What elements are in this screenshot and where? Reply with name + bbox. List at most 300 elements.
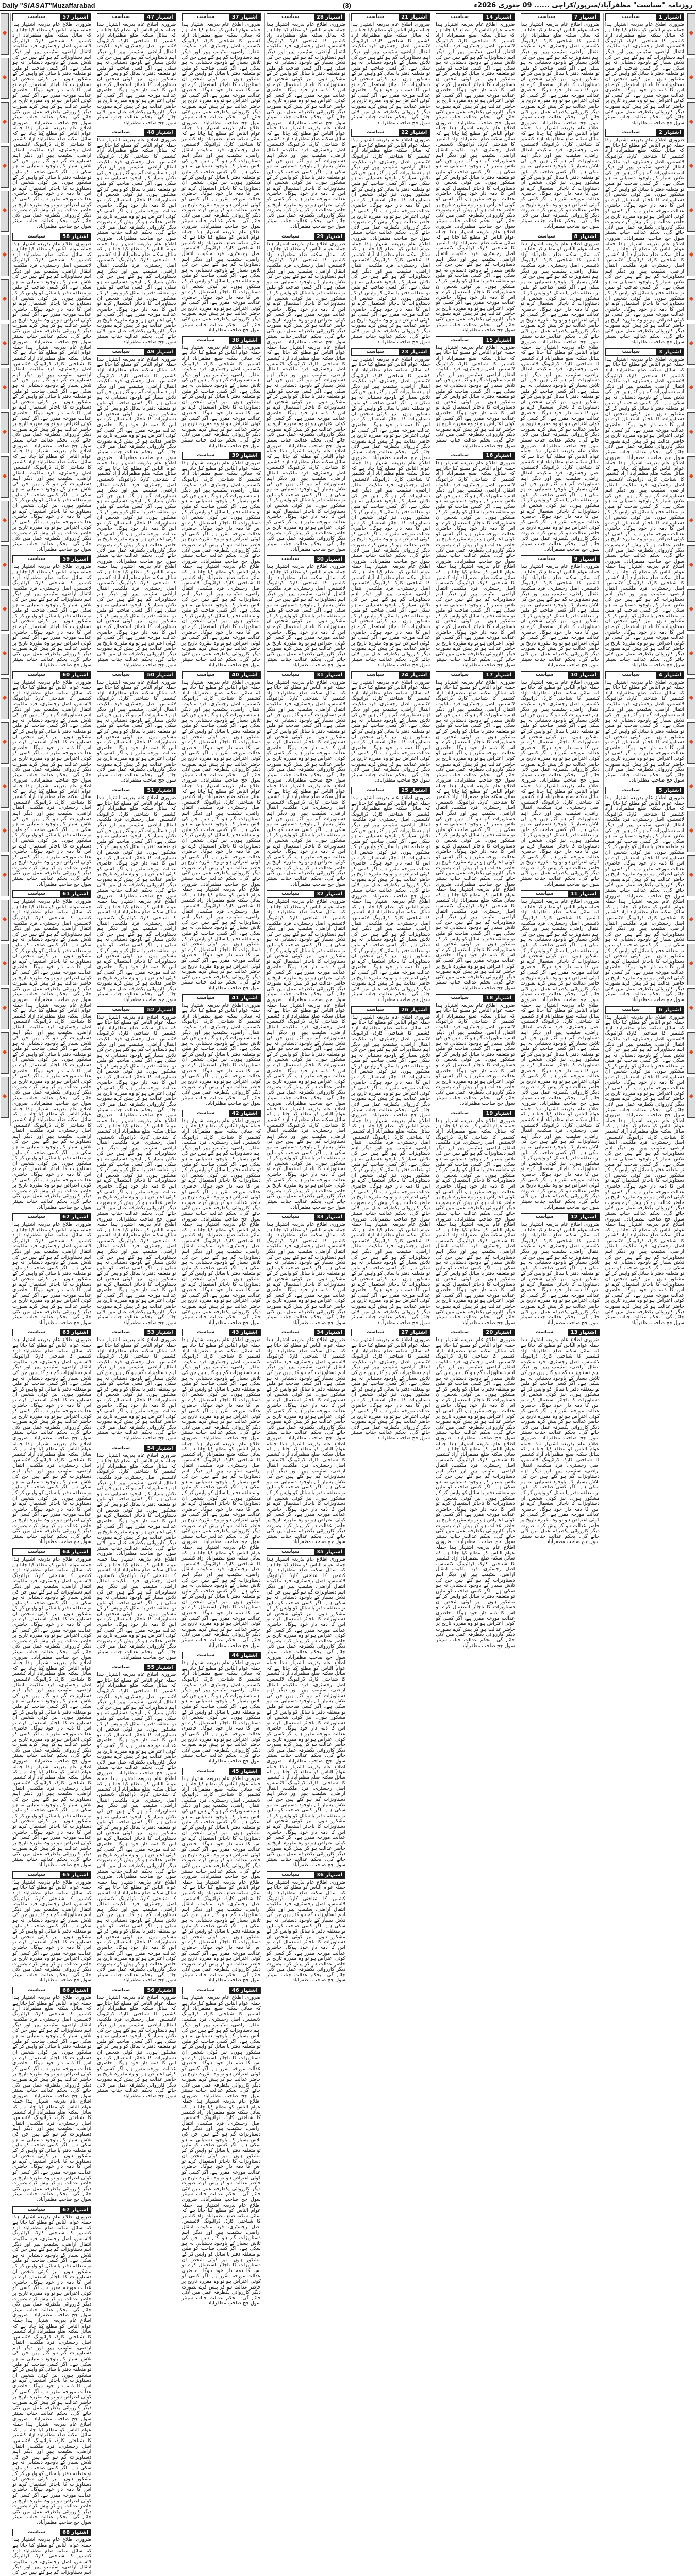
ad-brand-label: سیاست (535, 891, 554, 897)
classified-ad (12, 2206, 91, 2526)
border-ornament (1, 191, 9, 232)
ad-body: ضروری اطلاع عام بذریعہ اشتہار ہذا جملہ عوام الناس کو مطلع کیا جاتا ہے کہ سائل سکنہ ضلع مظفرآباد آزاد کشمیر کا شناختی کارڈ، ڈرائیونگ لائسنس، اصل رجسٹری، فرد ملکیت، انتقال اراضی، سٹیمپ پیپر اور دیگر اہم دستاویزات گم ہو گئے ہیں جن کی تلاش بسیار کے باوجود دستیابی نہ ہو سکی ہے۔ اگر کسی صاحب کو ملیں تو متعلقہ دفتر یا سائل کو واپس کر کے مشکور ہوں۔ نیز کوئی شخص ان دستاویزات کا ناجائز استعمال کرے تو اس کا ذمہ دار خود ہوگا۔ حاضری عدالت مورخہ مقرر ہے، اگر کسی کو کوئی اعتراض ہو تو وہ مقررہ تاریخ پر حاضر عدالت ہو کر پیش کرے بصورت دیگر کارروائی یکطرفہ عمل میں لائی جائے گی۔ بحکم عدالت جناب سینئر سول جج صاحب مظفرآباد۔ ضروری اطلاع عام بذریعہ اشتہار ہذا جملہ عوام الناس کو مطلع کیا جاتا ہے کہ سائل سکنہ ضلع مظفرآباد آزاد کشمیر کا شناختی کارڈ، ڈرائیونگ لائسنس، اصل رجسٹری، فرد ملکیت، انتقال اراضی، سٹیمپ پیپر اور دیگر اہم دستاویزات گم ہو گئے ہیں جن کی تلاش بسیار کے باوجود دستیابی نہ ہو سکی ہے۔ اگر کسی صاحب کو ملیں تو متعلقہ دفتر یا سائل کو واپس کر کے مشکور ہوں۔ نیز کوئی شخص ان دستاویزات کا ناجائز استعمال کرے تو اس کا ذمہ دار خود ہوگا۔ حاضری عدالت مورخہ مقرر ہے، اگر کسی کو کوئی اعتراض ہو تو وہ مقررہ تاریخ پر حاضر عدالت ہو کر پیش کرے بصورت دیگر کارروائی یکطرفہ عمل میں لائی جائے گی۔ بحکم عدالت جناب سینئر سول جج صاحب مظفرآباد۔ (520, 22, 600, 229)
border-ornament (1, 545, 9, 586)
ad-brand-label: سیاست (537, 14, 555, 20)
ad-header (267, 1871, 345, 1879)
border-ornament (687, 191, 695, 232)
ad-brand-label: سیاست (622, 1007, 640, 1012)
ad-body: ضروری اطلاع عام بذریعہ اشتہار ہذا جملہ عوام الناس کو مطلع کیا جاتا ہے کہ سائل سکنہ ضلع مظفرآباد آزاد کشمیر کا شناختی کارڈ، ڈرائیونگ لائسنس، اصل رجسٹری، فرد ملکیت، انتقال اراضی، سٹیمپ پیپر اور دیگر اہم دستاویزات گم ہو گئے ہیں جن کی تلاش بسیار کے باوجود دستیابی نہ ہو سکی ہے۔ اگر کسی صاحب کو ملیں تو متعلقہ دفتر یا سائل کو واپس کر کے مشکور ہوں۔ نیز کوئی شخص ان دستاویزات کا ناجائز استعمال کرے تو اس کا ذمہ دار خود ہوگا۔ حاضری عدالت مورخہ مقرر ہے، اگر کسی کو کوئی اعتراض ہو تو وہ مقررہ تاریخ پر حاضر عدالت ہو کر پیش کرے بصورت دیگر کارروائی یکطرفہ عمل میں لائی جائے گی۔ بحکم عدالت جناب سینئر سول جج صاحب مظفرآباد۔ ضروری اطلاع عام بذریعہ اشتہار ہذا جملہ عوام الناس کو مطلع کیا جاتا ہے کہ سائل سکنہ ضلع مظفرآباد آزاد کشمیر کا شناختی کارڈ، ڈرائیونگ لائسنس، اصل رجسٹری، فرد ملکیت، انتقال اراضی، سٹیمپ پیپر اور دیگر اہم دستاویزات گم ہو گئے ہیں جن کی تلاش بسیار کے باوجود دستیابی نہ ہو سکی ہے۔ اگر کسی صاحب کو ملیں تو متعلقہ دفتر یا سائل کو واپس کر کے مشکور ہوں۔ نیز کوئی شخص ان دستاویزات کا ناجائز استعمال کرے تو اس کا ذمہ دار خود ہوگا۔ حاضری عدالت مورخہ مقرر ہے، اگر کسی کو کوئی اعتراض ہو تو وہ مقررہ تاریخ پر حاضر عدالت ہو کر پیش کرے بصورت دیگر کارروائی یکطرفہ عمل میں لائی جائے گی۔ بحکم عدالت جناب سینئر سول جج صاحب مظفرآباد۔ ضروری اطلاع عام بذریعہ اشتہار ہذا جملہ عوام الناس کو مطلع کیا جاتا ہے کہ سائل سکنہ ضلع مظفرآباد آزاد کشمیر کا شناختی کارڈ، ڈرائیونگ لائسنس، اصل رجسٹری، فرد ملکیت، انتقال اراضی، سٹیمپ پیپر اور دیگر اہم دستاویزات گم ہو گئے ہیں جن کی تلاش بسیار کے باوجود دستیابی نہ ہو سکی ہے۔ اگر کسی صاحب کو ملیں تو متعلقہ دفتر یا سائل کو واپس کر کے مشکور ہوں۔ نیز کوئی شخص ان دستاویزات کا ناجائز استعمال کرے تو اس کا ذمہ دار خود ہوگا۔ حاضری عدالت مورخہ مقرر ہے، اگر کسی کو کوئی اعتراض ہو تو وہ مقررہ تاریخ پر حاضر عدالت ہو کر پیش کرے بصورت دیگر کارروائی یکطرفہ عمل میں لائی جائے گی۔ بحکم عدالت جناب سینئر سول جج صاحب مظفرآباد۔ (436, 1337, 515, 1649)
ad-brand-label: سیاست (27, 1214, 45, 1220)
border-ornament (1, 811, 9, 852)
border-ornament (687, 501, 695, 542)
ad-brand-label: سیاست (196, 672, 215, 677)
ad-brand-label: سیاست (366, 1007, 384, 1012)
ad-body: ضروری اطلاع عام بذریعہ اشتہار ہذا جملہ عوام الناس کو مطلع کیا جاتا ہے کہ سائل سکنہ ضلع مظفرآباد آزاد کشمیر کا شناختی کارڈ، ڈرائیونگ لائسنس، اصل رجسٹری، فرد ملکیت، انتقال اراضی، سٹیمپ پیپر اور دیگر اہم دستاویزات گم ہو گئے ہیں جن کی تلاش بسیار کے باوجود دستیابی نہ ہو سکی ہے۔ اگر کسی صاحب کو ملیں تو متعلقہ دفتر یا سائل کو واپس کر کے مشکور ہوں۔ نیز کوئی شخص ان دستاویزات کا ناجائز استعمال کرے تو اس کا ذمہ دار خود ہوگا۔ حاضری عدالت مورخہ مقرر ہے، اگر کسی کو کوئی اعتراض ہو تو وہ مقررہ تاریخ پر حاضر عدالت ہو کر پیش کرے بصورت دیگر کارروائی یکطرفہ عمل میں لائی جائے گی۔ بحکم عدالت جناب سینئر سول جج صاحب مظفرآباد۔ (181, 1660, 261, 1764)
classified-ad (97, 671, 176, 784)
ad-number: اشتہار 42 (229, 1110, 260, 1117)
ad-body: ضروری اطلاع عام بذریعہ اشتہار ہذا جملہ عوام الناس کو مطلع کیا جاتا ہے کہ سائل سکنہ ضلع مظفرآباد آزاد کشمیر کا شناختی کارڈ، ڈرائیونگ لائسنس، اصل رجسٹری، فرد ملکیت، انتقال اراضی، سٹیمپ پیپر اور دیگر اہم دستاویزات گم ہو گئے ہیں جن کی تلاش بسیار کے باوجود دستیابی نہ ہو سکی ہے۔ اگر کسی صاحب کو ملیں تو متعلقہ دفتر یا سائل کو واپس کر کے مشکور ہوں۔ نیز کوئی شخص ان دستاویزات کا ناجائز استعمال کرے تو اس کا ذمہ دار خود ہوگا۔ حاضری عدالت مورخہ مقرر ہے، اگر کسی کو کوئی اعتراض ہو تو وہ مقررہ تاریخ پر حاضر عدالت ہو کر پیش کرے بصورت دیگر کارروائی یکطرفہ عمل میں لائی جائے گی۔ بحکم عدالت جناب سینئر سول جج صاحب مظفرآباد۔ ضروری اطلاع عام بذریعہ اشتہار ہذا جملہ عوام الناس کو مطلع کیا جاتا ہے کہ سائل سکنہ ضلع مظفرآباد آزاد کشمیر کا شناختی کارڈ، ڈرائیونگ لائسنس، اصل رجسٹری، فرد ملکیت، انتقال اراضی، سٹیمپ پیپر اور دیگر اہم دستاویزات گم ہو گئے ہیں جن کی تلاش بسیار کے باوجود دستیابی نہ ہو سکی ہے۔ اگر کسی صاحب کو ملیں تو متعلقہ دفتر یا سائل کو واپس کر کے مشکور ہوں۔ نیز کوئی شخص ان دستاویزات کا ناجائز استعمال کرے تو اس کا ذمہ دار خود ہوگا۔ حاضری عدالت مورخہ مقرر ہے، اگر کسی کو کوئی اعتراض ہو تو وہ مقررہ تاریخ پر حاضر عدالت ہو کر پیش کرے بصورت دیگر کارروائی یکطرفہ عمل میں لائی جائے گی۔ بحکم عدالت جناب سینئر سول جج صاحب مظفرآباد۔ ضروری اطلاع عام بذریعہ اشتہار ہذا جملہ عوام الناس کو مطلع کیا جاتا ہے کہ سائل سکنہ ضلع مظفرآباد آزاد کشمیر کا شناختی کارڈ، ڈرائیونگ لائسنس، اصل رجسٹری، فرد ملکیت، انتقال اراضی، سٹیمپ پیپر اور دیگر اہم دستاویزات گم ہو گئے ہیں جن کی تلاش بسیار کے باوجود دستیابی نہ ہو سکی ہے۔ اگر کسی صاحب کو ملیں تو متعلقہ دفتر یا سائل کو واپس کر کے مشکور ہوں۔ نیز کوئی شخص ان دستاویزات کا ناجائز استعمال کرے تو اس کا ذمہ دار خود ہوگا۔ حاضری عدالت مورخہ مقرر ہے، اگر کسی کو کوئی اعتراض ہو تو وہ مقررہ تاریخ پر حاضر عدالت ہو کر پیش کرے بصورت دیگر کارروائی یکطرفہ عمل میں لائی جائے گی۔ بحکم عدالت جناب سینئر سول جج صاحب مظفرآباد۔ (97, 1672, 176, 1984)
classified-ad (97, 348, 176, 668)
ad-header (12, 1871, 91, 1879)
ad-brand-label: سیاست (112, 14, 130, 20)
ad-number: اشتہار 68 (60, 2529, 91, 2536)
ad-body: ضروری اطلاع عام بذریعہ اشتہار ہذا جملہ عوام الناس کو مطلع کیا جاتا ہے کہ سائل سکنہ ضلع مظفرآباد آزاد کشمیر کا شناختی کارڈ، ڈرائیونگ لائسنس، اصل رجسٹری، فرد ملکیت، انتقال اراضی، سٹیمپ پیپر اور دیگر اہم دستاویزات گم ہو گئے ہیں جن کی تلاش بسیار کے باوجود دستیابی نہ ہو سکی ہے۔ اگر کسی صاحب کو ملیں تو متعلقہ دفتر یا سائل کو واپس کر کے مشکور ہوں۔ نیز کوئی شخص ان دستاویزات کا ناجائز استعمال کرے تو اس کا ذمہ دار خود ہوگا۔ حاضری عدالت مورخہ مقرر ہے، اگر کسی کو کوئی اعتراض ہو تو وہ مقررہ تاریخ پر حاضر عدالت ہو کر پیش کرے بصورت دیگر کارروائی یکطرفہ عمل میں لائی جائے گی۔ بحکم عدالت جناب سینئر سول جج صاحب مظفرآباد۔ ضروری اطلاع عام بذریعہ اشتہار ہذا جملہ عوام الناس کو مطلع کیا جاتا ہے کہ سائل سکنہ ضلع مظفرآباد آزاد کشمیر کا شناختی کارڈ، ڈرائیونگ لائسنس، اصل رجسٹری، فرد ملکیت، انتقال اراضی، سٹیمپ پیپر اور دیگر اہم دستاویزات گم ہو گئے ہیں جن کی تلاش بسیار کے باوجود دستیابی نہ ہو سکی ہے۔ اگر کسی صاحب کو ملیں تو متعلقہ دفتر یا سائل کو واپس کر کے مشکور ہوں۔ نیز کوئی شخص ان دستاویزات کا ناجائز استعمال کرے تو اس کا ذمہ دار خود ہوگا۔ حاضری عدالت مورخہ مقرر ہے، اگر کسی کو کوئی اعتراض ہو تو وہ مقررہ تاریخ پر حاضر عدالت ہو کر پیش کرے بصورت دیگر کارروائی یکطرفہ عمل میں لائی جائے گی۔ بحکم عدالت جناب سینئر سول جج صاحب مظفرآباد۔ (12, 1337, 92, 1545)
ad-brand-label: سیاست (27, 2207, 45, 2212)
ad-body: ضروری اطلاع عام بذریعہ اشتہار ہذا جملہ عوام الناس کو مطلع کیا جاتا ہے کہ سائل سکنہ ضلع مظفرآباد آزاد کشمیر کا شناختی کارڈ، ڈرائیونگ لائسنس، اصل رجسٹری، فرد ملکیت، انتقال اراضی، سٹیمپ پیپر اور دیگر اہم دستاویزات گم ہو گئے ہیں جن کی تلاش بسیار کے باوجود دستیابی نہ ہو سکی ہے۔ اگر کسی صاحب کو ملیں تو متعلقہ دفتر یا سائل کو واپس کر کے مشکور ہوں۔ نیز کوئی شخص ان دستاویزات کا ناجائز استعمال کرے تو اس کا ذمہ دار خود ہوگا۔ حاضری عدالت مورخہ مقرر ہے، اگر کسی کو کوئی اعتراض ہو تو وہ مقررہ تاریخ پر حاضر عدالت ہو کر پیش کرے بصورت دیگر کارروائی یکطرفہ عمل میں لائی جائے گی۔ بحکم عدالت جناب سینئر سول جج صاحب مظفرآباد۔ (605, 22, 684, 126)
ad-number: اشتہار 25 (399, 787, 429, 794)
classified-ad (436, 994, 515, 1107)
ad-number: اشتہار 52 (144, 1007, 175, 1013)
ad-header (605, 13, 684, 21)
ad-number: اشتہار 23 (399, 349, 429, 355)
left-border-strip (0, 13, 9, 1126)
ad-header (12, 233, 91, 241)
ad-brand-label: سیاست (281, 556, 300, 562)
border-ornament (687, 1032, 695, 1074)
classified-ad (436, 1329, 515, 1649)
ad-brand-label: سیاست (196, 337, 215, 343)
ad-number: اشتہار 30 (314, 556, 345, 563)
classified-ad (182, 1987, 261, 2307)
ad-brand-label: سیاست (27, 672, 45, 677)
ad-header (182, 13, 261, 21)
ad-body: ضروری اطلاع عام بذریعہ اشتہار ہذا جملہ عوام الناس کو مطلع کیا جاتا ہے کہ سائل سکنہ ضلع مظفرآباد آزاد کشمیر کا شناختی کارڈ، ڈرائیونگ لائسنس، اصل رجسٹری، فرد ملکیت، انتقال اراضی، سٹیمپ پیپر اور دیگر اہم دستاویزات گم ہو گئے ہیں جن کی تلاش بسیار کے باوجود دستیابی نہ ہو سکی ہے۔ اگر کسی صاحب کو ملیں تو متعلقہ دفتر یا سائل کو واپس کر کے مشکور ہوں۔ نیز کوئی شخص ان دستاویزات کا ناجائز استعمال کرے تو اس کا ذمہ دار خود ہوگا۔ حاضری عدالت مورخہ مقرر ہے، اگر کسی کو کوئی اعتراض ہو تو وہ مقررہ تاریخ پر حاضر عدالت ہو کر پیش کرے بصورت دیگر کارروائی یکطرفہ عمل میں لائی جائے گی۔ بحکم عدالت جناب سینئر سول جج صاحب مظفرآباد۔ (520, 1222, 600, 1326)
ad-body: ضروری اطلاع عام بذریعہ اشتہار ہذا جملہ عوام الناس کو مطلع کیا جاتا ہے کہ سائل سکنہ ضلع مظفرآباد آزاد کشمیر کا شناختی کارڈ، ڈرائیونگ لائسنس، اصل رجسٹری، فرد ملکیت، انتقال اراضی، سٹیمپ پیپر اور دیگر اہم دستاویزات گم ہو گئے ہیں جن کی تلاش بسیار کے باوجود دستیابی نہ ہو سکی ہے۔ اگر کسی صاحب کو ملیں تو متعلقہ دفتر یا سائل کو واپس کر کے مشکور ہوں۔ نیز کوئی شخص ان دستاویزات کا ناجائز استعمال کرے تو اس کا ذمہ دار خود ہوگا۔ حاضری عدالت مورخہ مقرر ہے، اگر کسی کو کوئی اعتراض ہو تو وہ مقررہ تاریخ پر حاضر عدالت ہو کر پیش کرے بصورت دیگر کارروائی یکطرفہ عمل میں لائی جائے گی۔ بحکم عدالت جناب سینئر سول جج صاحب مظفرآباد۔ (181, 1002, 261, 1107)
classified-ad (605, 13, 684, 126)
ad-number: اشتہار 18 (483, 995, 514, 1002)
classified-ad (436, 1110, 515, 1326)
ad-header (12, 1548, 91, 1556)
ad-header (436, 452, 515, 460)
classified-ad (97, 129, 176, 345)
classified-ad (182, 1652, 261, 1764)
classified-ad (97, 1329, 176, 1441)
ad-body: ضروری اطلاع عام بذریعہ اشتہار ہذا جملہ عوام الناس کو مطلع کیا جاتا ہے کہ سائل سکنہ ضلع مظفرآباد آزاد کشمیر کا شناختی کارڈ، ڈرائیونگ لائسنس، اصل رجسٹری، فرد ملکیت، انتقال اراضی، سٹیمپ پیپر اور دیگر اہم دستاویزات گم ہو گئے ہیں جن کی تلاش بسیار کے باوجود دستیابی نہ ہو سکی ہے۔ اگر کسی صاحب کو ملیں تو متعلقہ دفتر یا سائل کو واپس کر کے مشکور ہوں۔ نیز کوئی شخص ان دستاویزات کا ناجائز استعمال کرے تو اس کا ذمہ دار خود ہوگا۔ حاضری عدالت مورخہ مقرر ہے، اگر کسی کو کوئی اعتراض ہو تو وہ مقررہ تاریخ پر حاضر عدالت ہو کر پیش کرے بصورت دیگر کارروائی یکطرفہ عمل میں لائی جائے گی۔ بحکم عدالت جناب سینئر سول جج صاحب مظفرآباد۔ ضروری اطلاع عام بذریعہ اشتہار ہذا جملہ عوام الناس کو مطلع کیا جاتا ہے کہ سائل سکنہ ضلع مظفرآباد آزاد کشمیر کا شناختی کارڈ، ڈرائیونگ لائسنس، اصل رجسٹری، فرد ملکیت، انتقال اراضی، سٹیمپ پیپر اور دیگر اہم دستاویزات گم ہو گئے ہیں جن کی تلاش بسیار کے باوجود دستیابی نہ ہو سکی ہے۔ اگر کسی صاحب کو ملیں تو متعلقہ دفتر یا سائل کو واپس کر کے مشکور ہوں۔ نیز کوئی شخص ان دستاویزات کا ناجائز استعمال کرے تو اس کا ذمہ دار خود ہوگا۔ حاضری عدالت مورخہ مقرر ہے، اگر کسی کو کوئی اعتراض ہو تو وہ مقررہ تاریخ پر حاضر عدالت ہو کر پیش کرے بصورت دیگر کارروائی یکطرفہ عمل میں لائی جائے گی۔ بحکم عدالت جناب سینئر سول جج صاحب مظفرآباد۔ ضروری اطلاع عام بذریعہ اشتہار ہذا جملہ عوام الناس کو مطلع کیا جاتا ہے کہ سائل سکنہ ضلع مظفرآباد آزاد کشمیر کا شناختی کارڈ، ڈرائیونگ لائسنس، اصل رجسٹری، فرد ملکیت، انتقال اراضی، سٹیمپ پیپر اور دیگر اہم دستاویزات گم ہو گئے ہیں جن کی تلاش بسیار کے باوجود دستیابی نہ ہو سکی ہے۔ اگر کسی صاحب کو ملیں تو متعلقہ دفتر یا سائل کو واپس کر کے مشکور ہوں۔ نیز کوئی شخص ان دستاویزات کا ناجائز استعمال کرے تو اس کا ذمہ دار خود ہوگا۔ حاضری عدالت مورخہ مقرر ہے، اگر کسی کو کوئی اعتراض ہو تو وہ مقررہ تاریخ پر حاضر عدالت ہو کر پیش کرے بصورت دیگر کارروائی یکطرفہ عمل میں لائی جائے گی۔ بحکم عدالت جناب سینئر سول جج صاحب مظفرآباد۔ (520, 241, 600, 552)
ad-number: اشتہار 38 (229, 337, 260, 344)
ad-number: اشتہار 11 (568, 891, 599, 897)
ad-number: اشتہار 29 (314, 233, 345, 240)
ad-header (97, 1445, 176, 1452)
ad-number: اشتہار 12 (568, 1214, 599, 1221)
border-ornament (1, 855, 9, 896)
ad-brand-label: سیاست (451, 1330, 469, 1335)
ad-body: ضروری اطلاع عام بذریعہ اشتہار ہذا جملہ عوام الناس کو مطلع کیا جاتا ہے کہ سائل سکنہ ضلع مظفرآباد آزاد کشمیر کا شناختی کارڈ، ڈرائیونگ لائسنس، اصل رجسٹری، فرد ملکیت، انتقال اراضی، سٹیمپ پیپر اور دیگر اہم دستاویزات گم ہو گئے ہیں جن کی تلاش بسیار کے باوجود دستیابی نہ ہو سکی ہے۔ اگر کسی صاحب کو ملیں تو متعلقہ دفتر یا سائل کو واپس کر کے مشکور ہوں۔ نیز کوئی شخص ان دستاویزات کا ناجائز استعمال کرے تو اس کا ذمہ دار خود ہوگا۔ حاضری عدالت مورخہ مقرر ہے، اگر کسی کو کوئی اعتراض ہو تو وہ مقررہ تاریخ پر حاضر عدالت ہو کر پیش کرے بصورت دیگر کارروائی یکطرفہ عمل میں لائی جائے گی۔ بحکم عدالت جناب سینئر سول جج صاحب مظفرآباد۔ (266, 1222, 345, 1326)
border-ornament (687, 944, 695, 985)
ad-brand-label: سیاست (366, 14, 384, 20)
ad-body: ضروری اطلاع عام بذریعہ اشتہار ہذا جملہ عوام الناس کو مطلع کیا جاتا ہے کہ سائل سکنہ ضلع مظفرآباد آزاد کشمیر کا شناختی کارڈ، ڈرائیونگ لائسنس، اصل رجسٹری، فرد ملکیت، انتقال اراضی، سٹیمپ پیپر اور دیگر اہم دستاویزات گم ہو گئے ہیں جن کی تلاش بسیار کے باوجود دستیابی نہ ہو سکی ہے۔ اگر کسی صاحب کو ملیں تو متعلقہ دفتر یا سائل کو واپس کر کے مشکور ہوں۔ نیز کوئی شخص ان دستاویزات کا ناجائز استعمال کرے تو اس کا ذمہ دار خود ہوگا۔ حاضری عدالت مورخہ مقرر ہے، اگر کسی کو کوئی اعتراض ہو تو وہ مقررہ تاریخ پر حاضر عدالت ہو کر پیش کرے بصورت دیگر کارروائی یکطرفہ عمل میں لائی جائے گی۔ بحکم عدالت جناب سینئر سول جج صاحب مظفرآباد۔ (97, 1337, 176, 1442)
ad-header (182, 336, 261, 344)
ad-header (351, 1329, 430, 1336)
ad-body: ضروری اطلاع عام بذریعہ اشتہار ہذا جملہ عوام الناس کو مطلع کیا جاتا ہے کہ سائل سکنہ ضلع مظفرآباد آزاد کشمیر کا شناختی کارڈ، ڈرائیونگ لائسنس، اصل رجسٹری، فرد ملکیت، انتقال اراضی، سٹیمپ پیپر اور دیگر اہم دستاویزات گم ہو گئے ہیں جن کی تلاش بسیار کے باوجود دستیابی نہ ہو سکی ہے۔ اگر کسی صاحب کو ملیں تو متعلقہ دفتر یا سائل کو واپس کر کے مشکور ہوں۔ نیز کوئی شخص ان دستاویزات کا ناجائز استعمال کرے تو اس کا ذمہ دار خود ہوگا۔ حاضری عدالت مورخہ مقرر ہے، اگر کسی کو کوئی اعتراض ہو تو وہ مقررہ تاریخ پر حاضر عدالت ہو کر پیش کرے بصورت دیگر کارروائی یکطرفہ عمل میں لائی جائے گی۔ بحکم عدالت جناب سینئر سول جج صاحب مظفرآباد۔ (181, 344, 261, 449)
ad-header (436, 13, 515, 21)
border-ornament (687, 678, 695, 719)
ad-number: اشتہار 13 (568, 1329, 599, 1336)
classified-ad (521, 890, 600, 1210)
ad-body: ضروری اطلاع عام بذریعہ اشتہار ہذا جملہ عوام الناس کو مطلع کیا جاتا ہے کہ سائل سکنہ ضلع مظفرآباد آزاد کشمیر کا شناختی کارڈ، ڈرائیونگ لائسنس، اصل رجسٹری، فرد ملکیت، انتقال اراضی، سٹیمپ پیپر اور دیگر اہم دستاویزات گم ہو گئے ہیں جن کی تلاش بسیار کے باوجود دستیابی نہ ہو سکی ہے۔ اگر کسی صاحب کو ملیں تو متعلقہ دفتر یا سائل کو واپس کر کے مشکور ہوں۔ نیز کوئی شخص ان دستاویزات کا ناجائز استعمال کرے تو اس کا ذمہ دار خود ہوگا۔ حاضری عدالت مورخہ مقرر ہے، اگر کسی کو کوئی اعتراض ہو تو وہ مقررہ تاریخ پر حاضر عدالت ہو کر پیش کرے بصورت دیگر کارروائی یکطرفہ عمل میں لائی جائے گی۔ بحکم عدالت جناب سینئر سول جج صاحب مظفرآباد۔ ضروری اطلاع عام بذریعہ اشتہار ہذا جملہ عوام الناس کو مطلع کیا جاتا ہے کہ سائل سکنہ ضلع مظفرآباد آزاد کشمیر کا شناختی کارڈ، ڈرائیونگ لائسنس، اصل رجسٹری، فرد ملکیت، انتقال اراضی، سٹیمپ پیپر اور دیگر اہم دستاویزات گم ہو گئے ہیں جن کی تلاش بسیار کے باوجود دستیابی نہ ہو سکی ہے۔ اگر کسی صاحب کو ملیں تو متعلقہ دفتر یا سائل کو واپس کر کے مشکور ہوں۔ نیز کوئی شخص ان دستاویزات کا ناجائز استعمال کرے تو اس کا ذمہ دار خود ہوگا۔ حاضری عدالت مورخہ مقرر ہے، اگر کسی کو کوئی اعتراض ہو تو وہ مقررہ تاریخ پر حاضر عدالت ہو کر پیش کرے بصورت دیگر کارروائی یکطرفہ عمل میں لائی جائے گی۔ بحکم عدالت جناب سینئر سول جج صاحب مظفرآباد۔ ضروری اطلاع عام بذریعہ اشتہار ہذا جملہ عوام الناس کو مطلع کیا جاتا ہے کہ سائل سکنہ ضلع مظفرآباد آزاد کشمیر کا شناختی کارڈ، ڈرائیونگ لائسنس، اصل رجسٹری، فرد ملکیت، انتقال اراضی، سٹیمپ پیپر اور دیگر اہم دستاویزات گم ہو گئے ہیں جن کی تلاش بسیار کے باوجود دستیابی نہ ہو سکی ہے۔ اگر کسی صاحب کو ملیں تو متعلقہ دفتر یا سائل کو واپس کر کے مشکور ہوں۔ نیز کوئی شخص ان دستاویزات کا ناجائز استعمال کرے تو اس کا ذمہ دار خود ہوگا۔ حاضری عدالت مورخہ مقرر ہے، اگر کسی کو کوئی اعتراض ہو تو وہ مقررہ تاریخ پر حاضر عدالت ہو کر پیش کرے بصورت دیگر کارروائی یکطرفہ عمل میں لائی جائے گی۔ بحکم عدالت جناب سینئر سول جج صاحب مظفرآباد۔ (97, 356, 176, 668)
ad-brand-label: سیاست (622, 130, 640, 135)
ad-body: ضروری اطلاع عام بذریعہ اشتہار ہذا جملہ عوام الناس کو مطلع کیا جاتا ہے کہ سائل سکنہ ضلع مظفرآباد آزاد کشمیر کا شناختی کارڈ، ڈرائیونگ لائسنس، اصل رجسٹری، فرد ملکیت، انتقال اراضی، سٹیمپ پیپر اور دیگر اہم دستاویزات گم ہو گئے ہیں جن کی تلاش بسیار کے باوجود دستیابی نہ ہو سکی ہے۔ اگر کسی صاحب کو ملیں تو متعلقہ دفتر یا سائل کو واپس کر کے مشکور ہوں۔ نیز کوئی شخص ان دستاویزات کا ناجائز استعمال کرے تو اس کا ذمہ دار خود ہوگا۔ حاضری عدالت مورخہ مقرر ہے، اگر کسی کو کوئی اعتراض ہو تو وہ مقررہ تاریخ پر حاضر عدالت ہو کر پیش کرے بصورت دیگر کارروائی یکطرفہ عمل میں لائی جائے گی۔ بحکم عدالت جناب سینئر سول جج صاحب مظفرآباد۔ ضروری اطلاع عام بذریعہ اشتہار ہذا جملہ عوام الناس کو مطلع کیا جاتا ہے کہ سائل سکنہ ضلع مظفرآباد آزاد کشمیر کا شناختی کارڈ، ڈرائیونگ لائسنس، اصل رجسٹری، فرد ملکیت، انتقال اراضی، سٹیمپ پیپر اور دیگر اہم دستاویزات گم ہو گئے ہیں جن کی تلاش بسیار کے باوجود دستیابی نہ ہو سکی ہے۔ اگر کسی صاحب کو ملیں تو متعلقہ دفتر یا سائل کو واپس کر کے مشکور ہوں۔ نیز کوئی شخص ان دستاویزات کا ناجائز استعمال کرے تو اس کا ذمہ دار خود ہوگا۔ حاضری عدالت مورخہ مقرر ہے، اگر کسی کو کوئی اعتراض ہو تو وہ مقررہ تاریخ پر حاضر عدالت ہو کر پیش کرے بصورت دیگر کارروائی یکطرفہ عمل میں لائی جائے گی۔ بحکم عدالت جناب سینئر سول جج صاحب مظفرآباد۔ (266, 1337, 345, 1545)
ad-brand-label: سیاست (451, 453, 469, 459)
ad-number: اشتہار 26 (399, 1007, 429, 1013)
ad-header (521, 890, 600, 898)
ad-body: ضروری اطلاع عام بذریعہ اشتہار ہذا جملہ عوام الناس کو مطلع کیا جاتا ہے کہ سائل سکنہ ضلع مظفرآباد آزاد کشمیر کا شناختی کارڈ، ڈرائیونگ لائسنس، اصل رجسٹری، فرد ملکیت، انتقال اراضی، سٹیمپ پیپر اور دیگر اہم دستاویزات گم ہو گئے ہیں جن کی تلاش بسیار کے باوجود دستیابی نہ ہو سکی ہے۔ اگر کسی صاحب کو ملیں تو متعلقہ دفتر یا سائل کو واپس کر کے مشکور ہوں۔ نیز کوئی شخص ان دستاویزات کا ناجائز استعمال کرے تو اس کا ذمہ دار خود ہوگا۔ حاضری عدالت مورخہ مقرر ہے، اگر کسی کو کوئی اعتراض ہو تو وہ مقررہ تاریخ پر حاضر عدالت ہو کر پیش کرے بصورت دیگر کارروائی یکطرفہ عمل میں لائی جائے گی۔ بحکم عدالت جناب سینئر سول جج صاحب مظفرآباد۔ ضروری اطلاع عام بذریعہ اشتہار ہذا جملہ عوام الناس کو مطلع کیا جاتا ہے کہ سائل سکنہ ضلع مظفرآباد آزاد کشمیر کا شناختی کارڈ، ڈرائیونگ لائسنس، اصل رجسٹری، فرد ملکیت، انتقال اراضی، سٹیمپ پیپر اور دیگر اہم دستاویزات گم ہو گئے ہیں جن کی تلاش بسیار کے باوجود دستیابی نہ ہو سکی ہے۔ اگر کسی صاحب کو ملیں تو متعلقہ دفتر یا سائل کو واپس کر کے مشکور ہوں۔ نیز کوئی شخص ان دستاویزات کا ناجائز استعمال کرے تو اس کا ذمہ دار خود ہوگا۔ حاضری عدالت مورخہ مقرر ہے، اگر کسی کو کوئی اعتراض ہو تو وہ مقررہ تاریخ پر حاضر عدالت ہو کر پیش کرے بصورت دیگر کارروائی یکطرفہ عمل میں لائی جائے گی۔ بحکم عدالت جناب سینئر سول جج صاحب مظفرآباد۔ ضروری اطلاع عام بذریعہ اشتہار ہذا جملہ عوام الناس کو مطلع کیا جاتا ہے کہ سائل سکنہ ضلع مظفرآباد آزاد کشمیر کا شناختی کارڈ، ڈرائیونگ لائسنس، اصل رجسٹری، فرد ملکیت، انتقال اراضی، سٹیمپ پیپر اور دیگر اہم دستاویزات گم ہو گئے ہیں جن کی تلاش بسیار کے باوجود دستیابی نہ ہو سکی ہے۔ اگر کسی صاحب کو ملیں تو متعلقہ دفتر یا سائل کو واپس کر کے مشکور ہوں۔ نیز کوئی شخص ان دستاویزات کا ناجائز استعمال کرے تو اس کا ذمہ دار خود ہوگا۔ حاضری عدالت مورخہ مقرر ہے، اگر کسی کو کوئی اعتراض ہو تو وہ مقررہ تاریخ پر حاضر عدالت ہو کر پیش کرے بصورت دیگر کارروائی یکطرفہ عمل میں لائی جائے گی۔ بحکم عدالت جناب سینئر سول جج صاحب مظفرآباد۔ (181, 1995, 261, 2307)
ad-number: اشتہار 35 (314, 1549, 345, 1555)
ad-brand-label: سیاست (281, 672, 300, 677)
ad-header (521, 233, 600, 241)
right-border-strip (687, 13, 696, 1126)
ad-number: اشتہار 56 (144, 1987, 175, 1994)
ad-header (267, 671, 345, 679)
border-ornament (1, 58, 9, 99)
ad-column (264, 13, 347, 1984)
border-ornament (687, 1077, 695, 1118)
classified-ad (436, 671, 515, 991)
border-ornament (687, 811, 695, 852)
ad-body: ضروری اطلاع عام بذریعہ اشتہار ہذا جملہ عوام الناس کو مطلع کیا جاتا ہے کہ سائل سکنہ ضلع مظفرآباد آزاد کشمیر کا شناختی کارڈ، ڈرائیونگ لائسنس، اصل رجسٹری، فرد ملکیت، انتقال اراضی، سٹیمپ پیپر اور دیگر اہم دستاویزات گم ہو گئے ہیں جن کی تلاش بسیار کے باوجود دستیابی نہ ہو سکی ہے۔ اگر کسی صاحب کو ملیں تو متعلقہ دفتر یا سائل کو واپس کر کے مشکور ہوں۔ نیز کوئی شخص ان دستاویزات کا ناجائز استعمال کرے تو اس کا ذمہ دار خود ہوگا۔ حاضری عدالت مورخہ مقرر ہے، اگر کسی کو کوئی اعتراض ہو تو وہ مقررہ تاریخ پر حاضر عدالت ہو کر پیش کرے بصورت دیگر کارروائی یکطرفہ عمل میں لائی جائے گی۔ بحکم عدالت جناب سینئر سول جج صاحب مظفرآباد۔ ضروری اطلاع عام بذریعہ اشتہار ہذا جملہ عوام الناس کو مطلع کیا جاتا ہے کہ سائل سکنہ ضلع مظفرآباد آزاد کشمیر کا شناختی کارڈ، ڈرائیونگ لائسنس، اصل رجسٹری، فرد ملکیت، انتقال اراضی، سٹیمپ پیپر اور دیگر اہم دستاویزات گم ہو گئے ہیں جن کی تلاش بسیار کے باوجود دستیابی نہ ہو سکی ہے۔ اگر کسی صاحب کو ملیں تو متعلقہ دفتر یا سائل کو واپس کر کے مشکور ہوں۔ نیز کوئی شخص ان دستاویزات کا ناجائز استعمال کرے تو اس کا ذمہ دار خود ہوگا۔ حاضری عدالت مورخہ مقرر ہے، اگر کسی کو کوئی اعتراض ہو تو وہ مقررہ تاریخ پر حاضر عدالت ہو کر پیش کرے بصورت دیگر کارروائی یکطرفہ عمل میں لائی جائے گی۔ بحکم عدالت جناب سینئر سول جج صاحب مظفرآباد۔ ضروری اطلاع عام بذریعہ اشتہار ہذا جملہ عوام الناس کو مطلع کیا جاتا ہے کہ سائل سکنہ ضلع مظفرآباد آزاد کشمیر کا شناختی کارڈ، ڈرائیونگ لائسنس، اصل رجسٹری، فرد ملکیت، انتقال اراضی، سٹیمپ پیپر اور دیگر اہم دستاویزات گم ہو گئے ہیں جن کی تلاش بسیار کے باوجود دستیابی نہ ہو سکی ہے۔ اگر کسی صاحب کو ملیں تو متعلقہ دفتر یا سائل کو واپس کر کے مشکور ہوں۔ نیز کوئی شخص ان دستاویزات کا ناجائز استعمال کرے تو اس کا ذمہ دار خود ہوگا۔ حاضری عدالت مورخہ مقرر ہے، اگر کسی کو کوئی اعتراض ہو تو وہ مقررہ تاریخ پر حاضر عدالت ہو کر پیش کرے بصورت دیگر کارروائی یکطرفہ عمل میں لائی جائے گی۔ بحکم عدالت جناب سینئر سول جج صاحب مظفرآباد۔ (520, 899, 600, 1210)
ad-header (436, 336, 515, 344)
ad-columns (10, 13, 686, 2576)
ad-header (12, 1329, 91, 1336)
ad-body: ضروری اطلاع عام بذریعہ اشتہار ہذا جملہ عوام الناس کو مطلع کیا جاتا ہے کہ سائل سکنہ ضلع مظفرآباد آزاد کشمیر کا شناختی کارڈ، ڈرائیونگ لائسنس، اصل رجسٹری، فرد ملکیت، انتقال اراضی، سٹیمپ پیپر اور دیگر اہم دستاویزات گم ہو گئے ہیں جن کی تلاش بسیار کے باوجود دستیابی نہ ہو سکی ہے۔ اگر کسی صاحب کو ملیں تو متعلقہ دفتر یا سائل کو واپس کر کے مشکور ہوں۔ نیز کوئی شخص ان دستاویزات کا ناجائز استعمال کرے تو اس کا ذمہ دار خود ہوگا۔ حاضری عدالت مورخہ مقرر ہے، اگر کسی کو کوئی اعتراض ہو تو وہ مقررہ تاریخ پر حاضر عدالت ہو کر پیش کرے بصورت دیگر کارروائی یکطرفہ عمل میں لائی جائے گی۔ بحکم عدالت جناب سینئر سول جج صاحب مظفرآباد۔ ضروری اطلاع عام بذریعہ اشتہار ہذا جملہ عوام الناس کو مطلع کیا جاتا ہے کہ سائل سکنہ ضلع مظفرآباد آزاد کشمیر کا شناختی کارڈ، ڈرائیونگ لائسنس، اصل رجسٹری، فرد ملکیت، انتقال اراضی، سٹیمپ پیپر اور دیگر اہم دستاویزات گم ہو گئے ہیں جن کی تلاش بسیار کے باوجود دستیابی نہ ہو سکی ہے۔ اگر کسی صاحب کو ملیں تو متعلقہ دفتر یا سائل کو واپس کر کے مشکور ہوں۔ نیز کوئی شخص ان دستاویزات کا ناجائز استعمال کرے تو اس کا ذمہ دار خود ہوگا۔ حاضری عدالت مورخہ مقرر ہے، اگر کسی کو کوئی اعتراض ہو تو وہ مقررہ تاریخ پر حاضر عدالت ہو کر پیش کرے بصورت دیگر کارروائی یکطرفہ عمل میں لائی جائے گی۔ بحکم عدالت جناب سینئر سول جج صاحب مظفرآباد۔ ضروری اطلاع عام بذریعہ اشتہار ہذا جملہ عوام الناس کو مطلع کیا جاتا ہے کہ سائل سکنہ ضلع مظفرآباد آزاد کشمیر کا شناختی کارڈ، ڈرائیونگ لائسنس، اصل رجسٹری، فرد ملکیت، انتقال اراضی، سٹیمپ پیپر اور دیگر اہم دستاویزات گم ہو گئے ہیں جن کی تلاش بسیار کے باوجود دستیابی نہ ہو سکی ہے۔ اگر کسی صاحب کو ملیں تو متعلقہ دفتر یا سائل کو واپس کر کے مشکور ہوں۔ نیز کوئی شخص ان دستاویزات کا ناجائز استعمال کرے تو اس کا ذمہ دار خود ہوگا۔ حاضری عدالت مورخہ مقرر ہے، اگر کسی کو کوئی اعتراض ہو تو وہ مقررہ تاریخ پر حاضر عدالت ہو کر پیش کرے بصورت دیگر کارروائی یکطرفہ عمل میں لائی جائے گی۔ بحکم عدالت جناب سینئر سول جج صاحب مظفرآباد۔ (97, 1014, 176, 1326)
border-ornament (1, 767, 9, 808)
ad-brand-label: سیاست (366, 349, 384, 354)
ad-body: ضروری اطلاع عام بذریعہ اشتہار ہذا جملہ عوام الناس کو مطلع کیا جاتا ہے کہ سائل سکنہ ضلع مظفرآباد آزاد کشمیر کا شناختی کارڈ، ڈرائیونگ لائسنس، اصل رجسٹری، فرد ملکیت، انتقال اراضی، سٹیمپ پیپر اور دیگر اہم دستاویزات گم ہو گئے ہیں جن کی تلاش بسیار کے باوجود دستیابی نہ ہو سکی ہے۔ اگر کسی صاحب کو ملیں تو متعلقہ دفتر یا سائل کو واپس کر کے مشکور ہوں۔ نیز کوئی شخص ان دستاویزات کا ناجائز استعمال کرے تو اس کا ذمہ دار خود ہوگا۔ حاضری عدالت مورخہ مقرر ہے، اگر کسی کو کوئی اعتراض ہو تو وہ مقررہ تاریخ پر حاضر عدالت ہو کر پیش کرے بصورت دیگر کارروائی یکطرفہ عمل میں لائی جائے گی۔ بحکم عدالت جناب سینئر سول جج صاحب مظفرآباد۔ ضروری اطلاع عام بذریعہ اشتہار ہذا جملہ عوام الناس کو مطلع کیا جاتا ہے کہ سائل سکنہ ضلع مظفرآباد آزاد کشمیر کا شناختی کارڈ، ڈرائیونگ لائسنس، اصل رجسٹری، فرد ملکیت، انتقال اراضی، سٹیمپ پیپر اور دیگر اہم دستاویزات گم ہو گئے ہیں جن کی تلاش بسیار کے باوجود دستیابی نہ ہو سکی ہے۔ اگر کسی صاحب کو ملیں تو متعلقہ دفتر یا سائل کو واپس کر کے مشکور ہوں۔ نیز کوئی شخص ان دستاویزات کا ناجائز استعمال کرے تو اس کا ذمہ دار خود ہوگا۔ حاضری عدالت مورخہ مقرر ہے، اگر کسی کو کوئی اعتراض ہو تو وہ مقررہ تاریخ پر حاضر عدالت ہو کر پیش کرے بصورت دیگر کارروائی یکطرفہ عمل میں لائی جائے گی۔ بحکم عدالت جناب سینئر سول جج صاحب مظفرآباد۔ ضروری اطلاع عام بذریعہ اشتہار ہذا جملہ عوام الناس کو مطلع کیا جاتا ہے کہ سائل سکنہ ضلع مظفرآباد آزاد کشمیر کا شناختی کارڈ، ڈرائیونگ لائسنس، اصل رجسٹری، فرد ملکیت، انتقال اراضی، سٹیمپ پیپر اور دیگر اہم دستاویزات گم ہو گئے ہیں جن کی تلاش بسیار کے باوجود دستیابی نہ ہو سکی ہے۔ اگر کسی صاحب کو ملیں تو متعلقہ دفتر یا سائل کو واپس کر کے مشکور ہوں۔ نیز کوئی شخص ان دستاویزات کا ناجائز استعمال کرے تو اس کا ذمہ دار خود ہوگا۔ حاضری عدالت مورخہ مقرر ہے، اگر کسی کو کوئی اعتراض ہو تو وہ مقررہ تاریخ پر حاضر عدالت ہو کر پیش کرے بصورت دیگر کارروائی یکطرفہ عمل میں لائی جائے گی۔ بحکم عدالت جناب سینئر سول جج صاحب مظفرآباد۔ (605, 1014, 684, 1326)
ad-body: ضروری اطلاع عام بذریعہ اشتہار ہذا جملہ عوام الناس کو مطلع کیا جاتا ہے کہ سائل سکنہ ضلع مظفرآباد آزاد کشمیر کا شناختی کارڈ، ڈرائیونگ لائسنس، اصل رجسٹری، فرد ملکیت، انتقال اراضی، سٹیمپ پیپر اور دیگر اہم دستاویزات گم ہو گئے ہیں جن کی تلاش بسیار کے باوجود دستیابی نہ ہو سکی ہے۔ اگر کسی صاحب کو ملیں تو متعلقہ دفتر یا سائل کو واپس کر کے مشکور ہوں۔ نیز کوئی شخص ان دستاویزات کا ناجائز استعمال کرے تو اس کا ذمہ دار خود ہوگا۔ حاضری عدالت مورخہ مقرر ہے، اگر کسی کو کوئی اعتراض ہو تو وہ مقررہ تاریخ پر حاضر عدالت ہو کر پیش کرے بصورت دیگر کارروائی یکطرفہ عمل میں لائی جائے گی۔ بحکم عدالت جناب سینئر سول جج صاحب مظفرآباد۔ ضروری اطلاع عام بذریعہ اشتہار ہذا جملہ عوام الناس کو مطلع کیا جاتا ہے کہ سائل سکنہ ضلع مظفرآباد آزاد کشمیر کا شناختی کارڈ، ڈرائیونگ لائسنس، اصل رجسٹری، فرد ملکیت، انتقال اراضی، سٹیمپ پیپر اور دیگر اہم دستاویزات گم ہو گئے ہیں جن کی تلاش بسیار کے باوجود دستیابی نہ ہو سکی ہے۔ اگر کسی صاحب کو ملیں تو متعلقہ دفتر یا سائل کو واپس کر کے مشکور ہوں۔ نیز کوئی شخص ان دستاویزات کا ناجائز استعمال کرے تو اس کا ذمہ دار خود ہوگا۔ حاضری عدالت مورخہ مقرر ہے، اگر کسی کو کوئی اعتراض ہو تو وہ مقررہ تاریخ پر حاضر عدالت ہو کر پیش کرے بصورت دیگر کارروائی یکطرفہ عمل میں لائی جائے گی۔ بحکم عدالت جناب سینئر سول جج صاحب مظفرآباد۔ (97, 794, 176, 1003)
ad-number: اشتہار 67 (60, 2207, 91, 2213)
ad-body: ضروری اطلاع عام بذریعہ اشتہار ہذا جملہ عوام الناس کو مطلع کیا جاتا ہے کہ سائل سکنہ ضلع مظفرآباد آزاد کشمیر کا شناختی کارڈ، ڈرائیونگ لائسنس، اصل رجسٹری، فرد ملکیت، انتقال اراضی، سٹیمپ پیپر اور دیگر اہم دستاویزات گم ہو گئے ہیں جن کی تلاش بسیار کے باوجود دستیابی نہ ہو سکی ہے۔ اگر کسی صاحب کو ملیں تو متعلقہ دفتر یا سائل کو واپس کر کے مشکور ہوں۔ نیز کوئی شخص ان دستاویزات کا ناجائز استعمال کرے تو اس کا ذمہ دار خود ہوگا۔ حاضری عدالت مورخہ مقرر ہے، اگر کسی کو کوئی اعتراض ہو تو وہ مقررہ تاریخ پر حاضر عدالت ہو کر پیش کرے بصورت دیگر کارروائی یکطرفہ عمل میں لائی جائے گی۔ بحکم عدالت جناب سینئر سول جج صاحب مظفرآباد۔ (97, 22, 176, 126)
classified-ad (182, 336, 261, 449)
classified-ad (12, 1329, 91, 1545)
classified-ad (182, 452, 261, 668)
ad-header (267, 890, 345, 898)
ad-number: اشتہار 49 (144, 349, 175, 355)
ad-brand-label: سیاست (112, 1665, 130, 1670)
ad-number: اشتہار 65 (60, 1872, 91, 1878)
ad-number: اشتہار 37 (229, 14, 260, 21)
ad-body: ضروری اطلاع عام بذریعہ اشتہار ہذا جملہ عوام الناس کو مطلع کیا جاتا ہے کہ سائل سکنہ ضلع مظفرآباد آزاد کشمیر کا شناختی کارڈ، ڈرائیونگ لائسنس، اصل رجسٹری، فرد ملکیت، انتقال اراضی، سٹیمپ پیپر اور دیگر اہم دستاویزات گم ہو گئے ہیں جن کی تلاش بسیار کے باوجود دستیابی نہ ہو سکی ہے۔ اگر کسی صاحب کو ملیں تو متعلقہ دفتر یا سائل کو واپس کر کے مشکور ہوں۔ نیز کوئی شخص ان دستاویزات کا ناجائز استعمال کرے تو اس کا ذمہ دار خود ہوگا۔ حاضری عدالت مورخہ مقرر ہے، اگر کسی کو کوئی اعتراض ہو تو وہ مقررہ تاریخ پر حاضر عدالت ہو کر پیش کرے بصورت دیگر کارروائی یکطرفہ عمل میں لائی جائے گی۔ بحکم عدالت جناب سینئر سول جج صاحب مظفرآباد۔ (436, 1002, 515, 1107)
ad-brand-label: سیاست (281, 1872, 300, 1877)
classified-ad (182, 1110, 261, 1326)
classified-ad (436, 336, 515, 449)
ad-body: ضروری اطلاع عام بذریعہ اشتہار ہذا جملہ عوام الناس کو مطلع کیا جاتا ہے کہ سائل سکنہ ضلع مظفرآباد آزاد کشمیر کا شناختی کارڈ، ڈرائیونگ لائسنس، اصل رجسٹری، فرد ملکیت، انتقال اراضی، سٹیمپ پیپر اور دیگر اہم دستاویزات گم ہو گئے ہیں جن کی تلاش بسیار کے باوجود دستیابی نہ ہو سکی ہے۔ اگر کسی صاحب کو ملیں تو متعلقہ دفتر یا سائل کو واپس کر کے مشکور ہوں۔ نیز کوئی شخص ان دستاویزات کا ناجائز استعمال کرے تو اس کا ذمہ دار خود ہوگا۔ حاضری عدالت مورخہ مقرر ہے، اگر کسی کو کوئی اعتراض ہو تو وہ مقررہ تاریخ پر حاضر عدالت ہو کر پیش کرے بصورت دیگر کارروائی یکطرفہ عمل میں لائی جائے گی۔ بحکم عدالت جناب سینئر سول جج صاحب مظفرآباد۔ ضروری اطلاع عام بذریعہ اشتہار ہذا جملہ عوام الناس کو مطلع کیا جاتا ہے کہ سائل سکنہ ضلع مظفرآباد آزاد کشمیر کا شناختی کارڈ، ڈرائیونگ لائسنس، اصل رجسٹری، فرد ملکیت، انتقال اراضی، سٹیمپ پیپر اور دیگر اہم دستاویزات گم ہو گئے ہیں جن کی تلاش بسیار کے باوجود دستیابی نہ ہو سکی ہے۔ اگر کسی صاحب کو ملیں تو متعلقہ دفتر یا سائل کو واپس کر کے مشکور ہوں۔ نیز کوئی شخص ان دستاویزات کا ناجائز استعمال کرے تو اس کا ذمہ دار خود ہوگا۔ حاضری عدالت مورخہ مقرر ہے، اگر کسی کو کوئی اعتراض ہو تو وہ مقررہ تاریخ پر حاضر عدالت ہو کر پیش کرے بصورت دیگر کارروائی یکطرفہ عمل میں لائی جائے گی۔ بحکم عدالت جناب سینئر سول جج صاحب مظفرآباد۔ (520, 679, 600, 887)
border-ornament (1, 1032, 9, 1074)
ad-number: اشتہار 51 (144, 787, 175, 794)
ad-body: ضروری اطلاع عام بذریعہ اشتہار ہذا جملہ عوام الناس کو مطلع کیا جاتا ہے کہ سائل سکنہ ضلع مظفرآباد آزاد کشمیر کا شناختی کارڈ، ڈرائیونگ لائسنس، اصل رجسٹری، فرد ملکیت، انتقال اراضی، سٹیمپ پیپر اور دیگر اہم دستاویزات گم ہو گئے ہیں جن کی تلاش بسیار کے باوجود دستیابی نہ ہو سکی ہے۔ اگر کسی صاحب کو ملیں تو متعلقہ دفتر یا سائل کو واپس کر کے مشکور ہوں۔ نیز کوئی شخص ان دستاویزات کا ناجائز استعمال کرے تو اس کا ذمہ دار خود ہوگا۔ حاضری عدالت مورخہ مقرر ہے، اگر کسی کو کوئی اعتراض ہو تو وہ مقررہ تاریخ پر حاضر عدالت ہو کر پیش کرے بصورت دیگر کارروائی یکطرفہ عمل میں لائی جائے گی۔ بحکم عدالت جناب سینئر سول جج صاحب مظفرآباد۔ ضروری اطلاع عام بذریعہ اشتہار ہذا جملہ عوام الناس کو مطلع کیا جاتا ہے کہ سائل سکنہ ضلع مظفرآباد آزاد کشمیر کا شناختی کارڈ، ڈرائیونگ لائسنس، اصل رجسٹری، فرد ملکیت، انتقال اراضی، سٹیمپ پیپر اور دیگر اہم دستاویزات گم ہو گئے ہیں جن کی تلاش بسیار کے باوجود دستیابی نہ ہو سکی ہے۔ اگر کسی صاحب کو ملیں تو متعلقہ دفتر یا سائل کو واپس کر کے مشکور ہوں۔ نیز کوئی شخص ان دستاویزات کا ناجائز استعمال کرے تو اس کا ذمہ دار خود ہوگا۔ حاضری عدالت مورخہ مقرر ہے، اگر کسی کو کوئی اعتراض ہو تو وہ مقررہ تاریخ پر حاضر عدالت ہو کر پیش کرے بصورت دیگر کارروائی یکطرفہ عمل میں لائی جائے گی۔ بحکم عدالت جناب سینئر سول جج صاحب مظفرآباد۔ (12, 1995, 92, 2203)
border-ornament (1, 634, 9, 675)
border-ornament (1, 722, 9, 764)
ad-number: اشتہار 7 (572, 14, 599, 21)
ad-number: اشتہار 14 (483, 14, 514, 21)
ad-body: ضروری اطلاع عام بذریعہ اشتہار ہذا جملہ عوام الناس کو مطلع کیا جاتا ہے کہ سائل سکنہ ضلع مظفرآباد آزاد کشمیر کا شناختی کارڈ، ڈرائیونگ لائسنس، اصل رجسٹری، فرد ملکیت، انتقال اراضی، سٹیمپ پیپر اور دیگر اہم دستاویزات گم ہو گئے ہیں جن کی تلاش بسیار کے باوجود دستیابی نہ ہو سکی ہے۔ اگر کسی صاحب کو ملیں تو متعلقہ دفتر یا سائل کو واپس کر کے مشکور ہوں۔ نیز کوئی شخص ان دستاویزات کا ناجائز استعمال کرے تو اس کا ذمہ دار خود ہوگا۔ حاضری عدالت مورخہ مقرر ہے، اگر کسی کو کوئی اعتراض ہو تو وہ مقررہ تاریخ پر حاضر عدالت ہو کر پیش کرے بصورت دیگر کارروائی یکطرفہ عمل میں لائی جائے گی۔ بحکم عدالت جناب سینئر سول جج صاحب مظفرآباد۔ ضروری اطلاع عام بذریعہ اشتہار ہذا جملہ عوام الناس کو مطلع کیا جاتا ہے کہ سائل سکنہ ضلع مظفرآباد آزاد کشمیر کا شناختی کارڈ، ڈرائیونگ لائسنس، اصل رجسٹری، فرد ملکیت، انتقال اراضی، سٹیمپ پیپر اور دیگر اہم دستاویزات گم ہو گئے ہیں جن کی تلاش بسیار کے باوجود دستیابی نہ ہو سکی ہے۔ اگر کسی صاحب کو ملیں تو متعلقہ دفتر یا سائل کو واپس کر کے مشکور ہوں۔ نیز کوئی شخص ان دستاویزات کا ناجائز استعمال کرے تو اس کا ذمہ دار خود ہوگا۔ حاضری عدالت مورخہ مقرر ہے، اگر کسی کو کوئی اعتراض ہو تو وہ مقررہ تاریخ پر حاضر عدالت ہو کر پیش کرے بصورت دیگر کارروائی یکطرفہ عمل میں لائی جائے گی۔ بحکم عدالت جناب سینئر سول جج صاحب مظفرآباد۔ ضروری اطلاع عام بذریعہ اشتہار ہذا جملہ عوام الناس کو مطلع کیا جاتا ہے کہ سائل سکنہ ضلع مظفرآباد آزاد کشمیر کا شناختی کارڈ، ڈرائیونگ لائسنس، اصل رجسٹری، فرد ملکیت، انتقال اراضی، سٹیمپ پیپر اور دیگر اہم دستاویزات گم ہو گئے ہیں جن کی تلاش بسیار کے باوجود دستیابی نہ ہو سکی ہے۔ اگر کسی صاحب کو ملیں تو متعلقہ دفتر یا سائل کو واپس کر کے مشکور ہوں۔ نیز کوئی شخص ان دستاویزات کا ناجائز استعمال کرے تو اس کا ذمہ دار خود ہوگا۔ حاضری عدالت مورخہ مقرر ہے، اگر کسی کو کوئی اعتراض ہو تو وہ مقررہ تاریخ پر حاضر عدالت ہو کر پیش کرے بصورت دیگر کارروائی یکطرفہ عمل میں لائی جائے گی۔ بحکم عدالت جناب سینئر سول جج صاحب مظفرآباد۔ (266, 241, 345, 552)
ad-brand-label: سیاست (112, 349, 130, 354)
classified-ad (12, 555, 91, 668)
ad-brand-label: سیاست (451, 995, 469, 1001)
classified-ad (182, 671, 261, 991)
ad-header (605, 1006, 684, 1014)
ad-column (349, 13, 432, 1442)
border-ornament (687, 13, 695, 55)
ad-body: ضروری اطلاع عام بذریعہ اشتہار ہذا جملہ عوام الناس کو مطلع کیا جاتا ہے کہ سائل سکنہ ضلع مظفرآباد آزاد کشمیر کا شناختی کارڈ، ڈرائیونگ لائسنس، اصل رجسٹری، فرد ملکیت، انتقال اراضی، سٹیمپ پیپر اور دیگر اہم دستاویزات گم ہو گئے ہیں جن کی تلاش بسیار کے باوجود دستیابی نہ ہو سکی ہے۔ اگر کسی صاحب کو ملیں تو متعلقہ دفتر یا سائل کو واپس کر کے مشکور ہوں۔ نیز کوئی شخص ان دستاویزات کا ناجائز استعمال کرے تو اس کا ذمہ دار خود ہوگا۔ حاضری عدالت مورخہ مقرر ہے، اگر کسی کو کوئی اعتراض ہو تو وہ مقررہ تاریخ پر حاضر عدالت ہو کر پیش کرے بصورت دیگر کارروائی یکطرفہ عمل میں لائی جائے گی۔ بحکم عدالت جناب سینئر سول جج صاحب مظفرآباد۔ ضروری اطلاع عام بذریعہ اشتہار ہذا جملہ عوام الناس کو مطلع کیا جاتا ہے کہ سائل سکنہ ضلع مظفرآباد آزاد کشمیر کا شناختی کارڈ، ڈرائیونگ لائسنس، اصل رجسٹری، فرد ملکیت، انتقال اراضی، سٹیمپ پیپر اور دیگر اہم دستاویزات گم ہو گئے ہیں جن کی تلاش بسیار کے باوجود دستیابی نہ ہو سکی ہے۔ اگر کسی صاحب کو ملیں تو متعلقہ دفتر یا سائل کو واپس کر کے مشکور ہوں۔ نیز کوئی شخص ان دستاویزات کا ناجائز استعمال کرے تو اس کا ذمہ دار خود ہوگا۔ حاضری عدالت مورخہ مقرر ہے، اگر کسی کو کوئی اعتراض ہو تو وہ مقررہ تاریخ پر حاضر عدالت ہو کر پیش کرے بصورت دیگر کارروائی یکطرفہ عمل میں لائی جائے گی۔ بحکم عدالت جناب سینئر سول جج صاحب مظفرآباد۔ (520, 1337, 600, 1545)
ad-brand-label: سیاست (281, 14, 300, 20)
ad-brand-label: سیاست (27, 1988, 45, 1993)
ad-header (12, 2206, 91, 2214)
ad-header (12, 2529, 91, 2536)
classified-ad (521, 1329, 600, 1545)
ad-number: اشتہار 60 (60, 672, 91, 679)
ad-body: ضروری اطلاع عام بذریعہ اشتہار ہذا جملہ عوام الناس کو مطلع کیا جاتا ہے کہ سائل سکنہ ضلع مظفرآباد آزاد کشمیر کا شناختی کارڈ، ڈرائیونگ لائسنس، اصل رجسٹری، فرد ملکیت، انتقال اراضی، سٹیمپ پیپر اور دیگر اہم دستاویزات گم ہو گئے ہیں جن کی تلاش بسیار کے باوجود دستیابی نہ ہو سکی ہے۔ اگر کسی صاحب کو ملیں تو متعلقہ دفتر یا سائل کو واپس کر کے مشکور ہوں۔ نیز کوئی شخص ان دستاویزات کا ناجائز استعمال کرے تو اس کا ذمہ دار خود ہوگا۔ حاضری عدالت مورخہ مقرر ہے، اگر کسی کو کوئی اعتراض ہو تو وہ مقررہ تاریخ پر حاضر عدالت ہو کر پیش کرے بصورت دیگر کارروائی یکطرفہ عمل میں لائی جائے گی۔ بحکم عدالت جناب سینئر سول جج صاحب مظفرآباد۔ ضروری اطلاع عام بذریعہ اشتہار ہذا جملہ عوام الناس کو مطلع کیا جاتا ہے کہ سائل سکنہ ضلع مظفرآباد آزاد کشمیر کا شناختی کارڈ، ڈرائیونگ لائسنس، اصل رجسٹری، فرد ملکیت، انتقال اراضی، سٹیمپ پیپر اور دیگر اہم دستاویزات گم ہو گئے ہیں جن کی تلاش بسیار کے باوجود دستیابی نہ ہو سکی ہے۔ اگر کسی صاحب کو ملیں تو متعلقہ دفتر یا سائل کو واپس کر کے مشکور ہوں۔ نیز کوئی شخص ان دستاویزات کا ناجائز استعمال کرے تو اس کا ذمہ دار خود ہوگا۔ حاضری عدالت مورخہ مقرر ہے، اگر کسی کو کوئی اعتراض ہو تو وہ مقررہ تاریخ پر حاضر عدالت ہو کر پیش کرے بصورت دیگر کارروائی یکطرفہ عمل میں لائی جائے گی۔ بحکم عدالت جناب سینئر سول جج صاحب مظفرآباد۔ ضروری اطلاع عام بذریعہ اشتہار ہذا جملہ عوام الناس کو مطلع کیا جاتا ہے کہ سائل سکنہ ضلع مظفرآباد آزاد کشمیر کا شناختی کارڈ، ڈرائیونگ لائسنس، اصل رجسٹری، فرد ملکیت، انتقال اراضی، سٹیمپ پیپر اور دیگر اہم دستاویزات گم ہو گئے ہیں جن کی تلاش بسیار کے باوجود دستیابی نہ ہو سکی ہے۔ اگر کسی صاحب کو ملیں تو متعلقہ دفتر یا سائل کو واپس کر کے مشکور ہوں۔ نیز کوئی شخص ان دستاویزات کا ناجائز استعمال کرے تو اس کا ذمہ دار خود ہوگا۔ حاضری عدالت مورخہ مقرر ہے، اگر کسی کو کوئی اعتراض ہو تو وہ مقررہ تاریخ پر حاضر عدالت ہو کر پیش کرے بصورت دیگر کارروائی یکطرفہ عمل میں لائی جائے گی۔ بحکم عدالت جناب سینئر سول جج صاحب مظفرآباد۔ (266, 1556, 345, 1868)
ad-body: ضروری اطلاع عام بذریعہ اشتہار ہذا جملہ عوام الناس کو مطلع کیا جاتا ہے کہ سائل سکنہ ضلع مظفرآباد آزاد کشمیر کا شناختی کارڈ، ڈرائیونگ لائسنس، اصل رجسٹری، فرد ملکیت، انتقال اراضی، سٹیمپ پیپر اور دیگر اہم دستاویزات گم ہو گئے ہیں جن کی تلاش بسیار کے باوجود دستیابی نہ ہو سکی ہے۔ اگر کسی صاحب کو ملیں تو متعلقہ دفتر یا سائل کو واپس کر کے مشکور ہوں۔ نیز کوئی شخص ان دستاویزات کا ناجائز استعمال کرے تو اس کا ذمہ دار خود ہوگا۔ حاضری عدالت مورخہ مقرر ہے، اگر کسی کو کوئی اعتراض ہو تو وہ مقررہ تاریخ پر حاضر عدالت ہو کر پیش کرے بصورت دیگر کارروائی یکطرفہ عمل میں لائی جائے گی۔ بحکم عدالت جناب سینئر سول جج صاحب مظفرآباد۔ ضروری اطلاع عام بذریعہ اشتہار ہذا جملہ عوام الناس کو مطلع کیا جاتا ہے کہ سائل سکنہ ضلع مظفرآباد آزاد کشمیر کا شناختی کارڈ، ڈرائیونگ لائسنس، اصل رجسٹری، فرد ملکیت، انتقال اراضی، سٹیمپ پیپر اور دیگر اہم دستاویزات گم ہو گئے ہیں جن کی تلاش بسیار کے باوجود دستیابی نہ ہو سکی ہے۔ اگر کسی صاحب کو ملیں تو متعلقہ دفتر یا سائل کو واپس کر کے مشکور ہوں۔ نیز کوئی شخص ان دستاویزات کا ناجائز استعمال کرے تو اس کا ذمہ دار خود ہوگا۔ حاضری عدالت مورخہ مقرر ہے، اگر کسی کو کوئی اعتراض ہو تو وہ مقررہ تاریخ پر حاضر عدالت ہو کر پیش کرے بصورت دیگر کارروائی یکطرفہ عمل میں لائی جائے گی۔ بحکم عدالت جناب سینئر سول جج صاحب مظفرآباد۔ (605, 794, 684, 1003)
classified-ad (182, 1768, 261, 1984)
border-ornament (687, 988, 695, 1029)
ad-brand-label: سیاست (281, 233, 300, 239)
ad-body: ضروری اطلاع عام بذریعہ اشتہار ہذا جملہ عوام الناس کو مطلع کیا جاتا ہے کہ سائل سکنہ ضلع مظفرآباد آزاد کشمیر کا شناختی کارڈ، ڈرائیونگ لائسنس، اصل رجسٹری، فرد ملکیت، انتقال اراضی، سٹیمپ پیپر اور دیگر اہم دستاویزات گم ہو گئے ہیں جن کی تلاش بسیار کے باوجود دستیابی نہ ہو سکی ہے۔ اگر کسی صاحب کو ملیں تو متعلقہ دفتر یا سائل کو واپس کر کے مشکور ہوں۔ نیز کوئی شخص ان دستاویزات کا ناجائز استعمال کرے تو اس کا ذمہ دار خود ہوگا۔ حاضری عدالت مورخہ مقرر ہے، اگر کسی کو کوئی اعتراض ہو تو وہ مقررہ تاریخ پر حاضر عدالت ہو کر پیش کرے بصورت دیگر کارروائی یکطرفہ عمل میں لائی جائے گی۔ بحکم عدالت جناب سینئر سول جج صاحب مظفرآباد۔ ضروری اطلاع عام بذریعہ اشتہار ہذا جملہ عوام الناس کو مطلع کیا جاتا ہے کہ سائل سکنہ ضلع مظفرآباد آزاد کشمیر کا شناختی کارڈ، ڈرائیونگ لائسنس، اصل رجسٹری، فرد ملکیت، انتقال اراضی، سٹیمپ پیپر اور دیگر اہم دستاویزات گم ہو گئے ہیں جن کی تلاش بسیار کے باوجود دستیابی نہ ہو سکی ہے۔ اگر کسی صاحب کو ملیں تو متعلقہ دفتر یا سائل کو واپس کر کے مشکور ہوں۔ نیز کوئی شخص ان دستاویزات کا ناجائز استعمال کرے تو اس کا ذمہ دار خود ہوگا۔ حاضری عدالت مورخہ مقرر ہے، اگر کسی کو کوئی اعتراض ہو تو وہ مقررہ تاریخ پر حاضر عدالت ہو کر پیش کرے بصورت دیگر کارروائی یکطرفہ عمل میں لائی جائے گی۔ بحکم عدالت جناب سینئر سول جج صاحب مظفرآباد۔ (436, 460, 515, 668)
ad-number: اشتہار 44 (229, 1652, 260, 1659)
ad-body: ضروری اطلاع عام بذریعہ اشتہار ہذا جملہ عوام الناس کو مطلع کیا جاتا ہے کہ سائل سکنہ ضلع مظفرآباد آزاد کشمیر کا شناختی کارڈ، ڈرائیونگ لائسنس، اصل رجسٹری، فرد ملکیت، انتقال اراضی، سٹیمپ پیپر اور دیگر اہم دستاویزات گم ہو گئے ہیں جن کی تلاش بسیار کے باوجود دستیابی نہ ہو سکی ہے۔ اگر کسی صاحب کو ملیں تو متعلقہ دفتر یا سائل کو واپس کر کے مشکور ہوں۔ نیز کوئی شخص ان دستاویزات کا ناجائز استعمال کرے تو اس کا ذمہ دار خود ہوگا۔ حاضری عدالت مورخہ مقرر ہے، اگر کسی کو کوئی اعتراض ہو تو وہ مقررہ تاریخ پر حاضر عدالت ہو کر پیش کرے بصورت دیگر کارروائی یکطرفہ عمل میں لائی جائے گی۔ بحکم عدالت جناب سینئر سول جج صاحب مظفرآباد۔ ضروری اطلاع عام بذریعہ اشتہار ہذا جملہ عوام الناس کو مطلع کیا جاتا ہے کہ سائل سکنہ ضلع مظفرآباد آزاد کشمیر کا شناختی کارڈ، ڈرائیونگ لائسنس، اصل رجسٹری، فرد ملکیت، انتقال اراضی، سٹیمپ پیپر اور دیگر اہم دستاویزات گم ہو گئے ہیں جن کی تلاش بسیار کے باوجود دستیابی نہ ہو سکی ہے۔ اگر کسی صاحب کو ملیں تو متعلقہ دفتر یا سائل کو واپس کر کے مشکور ہوں۔ نیز کوئی شخص ان دستاویزات کا ناجائز استعمال کرے تو اس کا ذمہ دار خود ہوگا۔ حاضری عدالت مورخہ مقرر ہے، اگر کسی کو کوئی اعتراض ہو تو وہ مقررہ تاریخ پر حاضر عدالت ہو کر پیش کرے بصورت دیگر کارروائی یکطرفہ عمل میں لائی جائے گی۔ بحکم عدالت جناب سینئر سول جج صاحب مظفرآباد۔ ضروری اطلاع عام بذریعہ اشتہار ہذا جملہ عوام الناس کو مطلع کیا جاتا ہے کہ سائل سکنہ ضلع مظفرآباد آزاد کشمیر کا شناختی کارڈ، ڈرائیونگ لائسنس، اصل رجسٹری، فرد ملکیت، انتقال اراضی، سٹیمپ پیپر اور دیگر اہم دستاویزات گم ہو گئے ہیں جن کی تلاش بسیار کے باوجود دستیابی نہ ہو سکی ہے۔ اگر کسی صاحب کو ملیں تو متعلقہ دفتر یا سائل کو واپس کر کے مشکور ہوں۔ نیز کوئی شخص ان دستاویزات کا ناجائز استعمال کرے تو اس کا ذمہ دار خود ہوگا۔ حاضری عدالت مورخہ مقرر ہے، اگر کسی کو کوئی اعتراض ہو تو وہ مقررہ تاریخ پر حاضر عدالت ہو کر پیش کرے بصورت دیگر کارروائی یکطرفہ عمل میں لائی جائے گی۔ بحکم عدالت جناب سینئر سول جج صاحب مظفرآباد۔ (12, 2214, 92, 2526)
ad-brand-label: سیاست (27, 556, 45, 562)
ad-header (605, 787, 684, 794)
classified-ad (12, 13, 91, 230)
ad-header (97, 671, 176, 679)
classified-ad (97, 787, 176, 1003)
classified-ad (12, 233, 91, 553)
classified-ad (182, 13, 261, 333)
ad-brand-label: سیاست (451, 337, 469, 343)
ad-brand-label: سیاست (27, 2530, 45, 2535)
ad-number: اشتہار 17 (483, 672, 514, 679)
ad-number: اشتہار 28 (314, 14, 345, 21)
ad-body: ضروری اطلاع عام بذریعہ اشتہار ہذا جملہ عوام الناس کو مطلع کیا جاتا ہے کہ سائل سکنہ ضلع مظفرآباد آزاد کشمیر کا شناختی کارڈ، ڈرائیونگ لائسنس، اصل رجسٹری، فرد ملکیت، انتقال اراضی، سٹیمپ پیپر اور دیگر اہم دستاویزات گم ہو گئے ہیں جن کی تلاش بسیار کے باوجود دستیابی نہ ہو سکی ہے۔ اگر کسی صاحب کو ملیں تو متعلقہ دفتر یا سائل کو واپس کر کے مشکور ہوں۔ نیز کوئی شخص ان دستاویزات کا ناجائز استعمال کرے تو اس کا ذمہ دار خود ہوگا۔ حاضری عدالت مورخہ مقرر ہے، اگر کسی کو کوئی اعتراض ہو تو وہ مقررہ تاریخ پر حاضر عدالت ہو کر پیش کرے بصورت دیگر کارروائی یکطرفہ عمل میں لائی جائے گی۔ بحکم عدالت جناب سینئر سول جج صاحب مظفرآباد۔ (97, 1995, 176, 2099)
ad-number: اشتہار 24 (399, 672, 429, 679)
ad-body: ضروری اطلاع عام بذریعہ اشتہار ہذا جملہ عوام الناس کو مطلع کیا جاتا ہے کہ سائل سکنہ ضلع مظفرآباد آزاد کشمیر کا شناختی کارڈ، ڈرائیونگ لائسنس، اصل رجسٹری، فرد ملکیت، انتقال اراضی، سٹیمپ پیپر اور دیگر اہم دستاویزات گم ہو گئے ہیں جن کی تلاش بسیار کے باوجود دستیابی نہ ہو سکی ہے۔ اگر کسی صاحب کو ملیں تو متعلقہ دفتر یا سائل کو واپس کر کے مشکور ہوں۔ نیز کوئی شخص ان دستاویزات کا ناجائز استعمال کرے تو اس کا ذمہ دار خود ہوگا۔ حاضری عدالت مورخہ مقرر ہے، اگر کسی کو کوئی اعتراض ہو تو وہ مقررہ تاریخ پر حاضر عدالت ہو کر پیش کرے بصورت دیگر کارروائی یکطرفہ عمل میں لائی جائے گی۔ بحکم عدالت جناب سینئر سول جج صاحب مظفرآباد۔ ضروری اطلاع عام بذریعہ اشتہار ہذا جملہ عوام الناس کو مطلع کیا جاتا ہے کہ سائل سکنہ ضلع مظفرآباد آزاد کشمیر کا شناختی کارڈ، ڈرائیونگ لائسنس، اصل رجسٹری، فرد ملکیت، انتقال اراضی، سٹیمپ پیپر اور دیگر اہم دستاویزات گم ہو گئے ہیں جن کی تلاش بسیار کے باوجود دستیابی نہ ہو سکی ہے۔ اگر کسی صاحب کو ملیں تو متعلقہ دفتر یا سائل کو واپس کر کے مشکور ہوں۔ نیز کوئی شخص ان دستاویزات کا ناجائز استعمال کرے تو اس کا ذمہ دار خود ہوگا۔ حاضری عدالت مورخہ مقرر ہے، اگر کسی کو کوئی اعتراض ہو تو وہ مقررہ تاریخ پر حاضر عدالت ہو کر پیش کرے بصورت دیگر کارروائی یکطرفہ عمل میں لائی جائے گی۔ بحکم عدالت جناب سینئر سول جج صاحب مظفرآباد۔ (181, 1775, 261, 1984)
ad-body: ضروری اطلاع عام بذریعہ اشتہار ہذا جملہ عوام الناس کو مطلع کیا جاتا ہے کہ سائل سکنہ ضلع مظفرآباد آزاد کشمیر کا شناختی کارڈ، ڈرائیونگ لائسنس، اصل رجسٹری، فرد ملکیت، انتقال اراضی، سٹیمپ پیپر اور دیگر اہم دستاویزات گم ہو گئے ہیں جن کی تلاش بسیار کے باوجود دستیابی نہ ہو سکی ہے۔ اگر کسی صاحب کو ملیں تو متعلقہ دفتر یا سائل کو واپس کر کے مشکور ہوں۔ نیز کوئی شخص ان دستاویزات کا ناجائز استعمال کرے تو اس کا ذمہ دار خود ہوگا۔ حاضری عدالت مورخہ مقرر ہے، اگر کسی کو کوئی اعتراض ہو تو وہ مقررہ تاریخ پر حاضر عدالت ہو کر پیش کرے بصورت دیگر کارروائی یکطرفہ عمل میں لائی جائے گی۔ بحکم عدالت جناب سینئر سول جج صاحب مظفرآباد۔ ضروری اطلاع عام بذریعہ اشتہار ہذا جملہ عوام الناس کو مطلع کیا جاتا ہے کہ سائل سکنہ ضلع مظفرآباد آزاد کشمیر کا شناختی کارڈ، ڈرائیونگ لائسنس، اصل رجسٹری، فرد ملکیت، انتقال اراضی، سٹیمپ پیپر اور دیگر اہم دستاویزات گم ہو گئے ہیں جن کی تلاش بسیار کے باوجود دستیابی نہ ہو سکی ہے۔ اگر کسی صاحب کو ملیں تو متعلقہ دفتر یا سائل کو واپس کر کے مشکور ہوں۔ نیز کوئی شخص ان دستاویزات کا ناجائز استعمال کرے تو اس کا ذمہ دار خود ہوگا۔ حاضری عدالت مورخہ مقرر ہے، اگر کسی کو کوئی اعتراض ہو تو وہ مقررہ تاریخ پر حاضر عدالت ہو کر پیش کرے بصورت دیگر کارروائی یکطرفہ عمل میں لائی جائے گی۔ بحکم عدالت جناب سینئر سول جج صاحب مظفرآباد۔ ضروری اطلاع عام بذریعہ اشتہار ہذا جملہ عوام الناس کو مطلع کیا جاتا ہے کہ سائل سکنہ ضلع مظفرآباد آزاد کشمیر کا شناختی کارڈ، ڈرائیونگ لائسنس، اصل رجسٹری، فرد ملکیت، انتقال اراضی، سٹیمپ پیپر اور دیگر اہم دستاویزات گم ہو گئے ہیں جن کی تلاش بسیار کے باوجود دستیابی نہ ہو سکی ہے۔ اگر کسی صاحب کو ملیں تو متعلقہ دفتر یا سائل کو واپس کر کے مشکور ہوں۔ نیز کوئی شخص ان دستاویزات کا ناجائز استعمال کرے تو اس کا ذمہ دار خود ہوگا۔ حاضری عدالت مورخہ مقرر ہے، اگر کسی کو کوئی اعتراض ہو تو وہ مقررہ تاریخ پر حاضر عدالت ہو کر پیش کرے بصورت دیگر کارروائی یکطرفہ عمل میں لائی جائے گی۔ بحکم عدالت جناب سینئر سول جج صاحب مظفرآباد۔ (436, 679, 515, 991)
ad-body: ضروری اطلاع عام بذریعہ اشتہار ہذا جملہ عوام الناس کو مطلع کیا جاتا ہے کہ سائل سکنہ ضلع مظفرآباد آزاد کشمیر کا شناختی کارڈ، ڈرائیونگ لائسنس، اصل رجسٹری، فرد ملکیت، انتقال اراضی، سٹیمپ پیپر اور دیگر اہم دستاویزات گم ہو گئے ہیں جن کی تلاش بسیار کے باوجود دستیابی نہ ہو سکی ہے۔ اگر کسی صاحب کو ملیں تو متعلقہ دفتر یا سائل کو واپس کر کے مشکور ہوں۔ نیز کوئی شخص ان دستاویزات کا ناجائز استعمال کرے تو اس کا ذمہ دار خود ہوگا۔ حاضری عدالت مورخہ مقرر ہے، اگر کسی کو کوئی اعتراض ہو تو وہ مقررہ تاریخ پر حاضر عدالت ہو کر پیش کرے بصورت دیگر کارروائی یکطرفہ عمل میں لائی جائے گی۔ بحکم عدالت جناب سینئر سول جج صاحب مظفرآباد۔ ضروری اطلاع عام بذریعہ اشتہار ہذا جملہ عوام الناس کو مطلع کیا جاتا ہے کہ سائل سکنہ ضلع مظفرآباد آزاد کشمیر کا شناختی کارڈ، ڈرائیونگ لائسنس، اصل رجسٹری، فرد ملکیت، انتقال اراضی، سٹیمپ پیپر اور دیگر اہم دستاویزات گم ہو گئے ہیں جن کی تلاش بسیار کے باوجود دستیابی نہ ہو سکی ہے۔ اگر کسی صاحب کو ملیں تو متعلقہ دفتر یا سائل کو واپس کر کے مشکور ہوں۔ نیز کوئی شخص ان دستاویزات کا ناجائز استعمال کرے تو اس کا ذمہ دار خود ہوگا۔ حاضری عدالت مورخہ مقرر ہے، اگر کسی کو کوئی اعتراض ہو تو وہ مقررہ تاریخ پر حاضر عدالت ہو کر پیش کرے بصورت دیگر کارروائی یکطرفہ عمل میں لائی جائے گی۔ بحکم عدالت جناب سینئر سول جج صاحب مظفرآباد۔ (351, 794, 430, 1003)
ad-number: اشتہار 55 (144, 1664, 175, 1671)
classified-ad (351, 1006, 430, 1326)
ad-brand-label: سیاست (366, 130, 384, 135)
ad-header (351, 129, 430, 137)
ad-brand-label: سیاست (112, 1330, 130, 1335)
classified-ad (521, 555, 600, 668)
classified-ad (521, 233, 600, 553)
ad-number: اشتہار 33 (314, 1214, 345, 1221)
border-ornament (687, 900, 695, 941)
ad-header (351, 13, 430, 21)
ad-brand-label: سیاست (196, 1330, 215, 1335)
classified-ad (182, 994, 261, 1107)
ad-header (182, 1987, 261, 1994)
ad-header (12, 13, 91, 21)
classified-ad (267, 1871, 345, 1984)
classified-ad (267, 1548, 345, 1868)
border-ornament (1, 13, 9, 55)
border-ornament (687, 235, 695, 276)
ad-number: اشتہار 61 (60, 891, 91, 897)
paper-name-urdu-date: روزنامہ "سیاست" مظفرآباد/میرپور/کراچی ...... 09 جنوری 2026ء (474, 2, 693, 9)
ad-header (97, 787, 176, 794)
ad-number: اشتہار 41 (229, 995, 260, 1002)
ad-number: اشتہار 50 (144, 672, 175, 679)
ad-header (436, 1329, 515, 1336)
ad-header (436, 671, 515, 679)
ad-number: اشتہار 47 (144, 14, 175, 21)
ad-number: اشتہار 22 (399, 129, 429, 136)
ad-body: ضروری اطلاع عام بذریعہ اشتہار ہذا جملہ عوام الناس کو مطلع کیا جاتا ہے کہ سائل سکنہ ضلع مظفرآباد آزاد کشمیر کا شناختی کارڈ، ڈرائیونگ لائسنس، اصل رجسٹری، فرد ملکیت، انتقال اراضی، سٹیمپ پیپر اور دیگر اہم دستاویزات گم ہو گئے ہیں جن کی تلاش بسیار کے باوجود دستیابی نہ ہو سکی ہے۔ اگر کسی صاحب کو ملیں تو متعلقہ دفتر یا سائل کو واپس کر کے مشکور ہوں۔ نیز کوئی شخص ان دستاویزات کا ناجائز استعمال کرے تو اس کا ذمہ دار خود ہوگا۔ حاضری عدالت مورخہ مقرر ہے، اگر کسی کو کوئی اعتراض ہو تو وہ مقررہ تاریخ پر حاضر عدالت ہو کر پیش کرے بصورت دیگر کارروائی یکطرفہ عمل میں لائی جائے گی۔ بحکم عدالت جناب سینئر سول جج صاحب مظفرآباد۔ ضروری اطلاع عام بذریعہ اشتہار ہذا جملہ عوام الناس کو مطلع کیا جاتا ہے کہ سائل سکنہ ضلع مظفرآباد آزاد کشمیر کا شناختی کارڈ، ڈرائیونگ لائسنس، اصل رجسٹری، فرد ملکیت، انتقال اراضی، سٹیمپ پیپر اور دیگر اہم دستاویزات گم ہو گئے ہیں جن کی تلاش بسیار کے باوجود دستیابی نہ ہو سکی ہے۔ اگر کسی صاحب کو ملیں تو متعلقہ دفتر یا سائل کو واپس کر کے مشکور ہوں۔ نیز کوئی شخص ان دستاویزات کا ناجائز استعمال کرے تو اس کا ذمہ دار خود ہوگا۔ حاضری عدالت مورخہ مقرر ہے، اگر کسی کو کوئی اعتراض ہو تو وہ مقررہ تاریخ پر حاضر عدالت ہو کر پیش کرے بصورت دیگر کارروائی یکطرفہ عمل میں لائی جائے گی۔ بحکم عدالت جناب سینئر سول جج صاحب مظفرآباد۔ ضروری اطلاع عام بذریعہ اشتہار ہذا جملہ عوام الناس کو مطلع کیا جاتا ہے کہ سائل سکنہ ضلع مظفرآباد آزاد کشمیر کا شناختی کارڈ، ڈرائیونگ لائسنس، اصل رجسٹری، فرد ملکیت، انتقال اراضی، سٹیمپ پیپر اور دیگر اہم دستاویزات گم ہو گئے ہیں جن کی تلاش بسیار کے باوجود دستیابی نہ ہو سکی ہے۔ اگر کسی صاحب کو ملیں تو متعلقہ دفتر یا سائل کو واپس کر کے مشکور ہوں۔ نیز کوئی شخص ان دستاویزات کا ناجائز استعمال کرے تو اس کا ذمہ دار خود ہوگا۔ حاضری عدالت مورخہ مقرر ہے، اگر کسی کو کوئی اعتراض ہو تو وہ مقررہ تاریخ پر حاضر عدالت ہو کر پیش کرے بصورت دیگر کارروائی یکطرفہ عمل میں لائی جائے گی۔ بحکم عدالت جناب سینئر سول جج صاحب مظفرآباد۔ (181, 1337, 261, 1649)
border-ornament (687, 324, 695, 365)
ad-brand-label: سیاست (622, 349, 640, 354)
ad-brand-label: سیاست (27, 1549, 45, 1554)
border-ornament (1, 279, 9, 320)
classified-ad (97, 1006, 176, 1326)
ad-number: اشتہار 62 (60, 1214, 91, 1221)
ad-header (12, 671, 91, 679)
classified-ad (12, 1871, 91, 1984)
ad-header (267, 13, 345, 21)
ad-body: ضروری اطلاع عام بذریعہ اشتہار ہذا جملہ عوام الناس کو مطلع کیا جاتا ہے کہ سائل سکنہ ضلع مظفرآباد آزاد کشمیر کا شناختی کارڈ، ڈرائیونگ لائسنس، اصل رجسٹری، فرد ملکیت، انتقال اراضی، سٹیمپ پیپر اور دیگر اہم دستاویزات گم ہو گئے ہیں جن کی تلاش بسیار کے باوجود دستیابی نہ ہو سکی ہے۔ اگر کسی صاحب کو ملیں تو متعلقہ دفتر یا سائل کو واپس کر کے مشکور ہوں۔ نیز کوئی شخص ان دستاویزات کا ناجائز استعمال کرے تو اس کا ذمہ دار خود ہوگا۔ حاضری عدالت مورخہ مقرر ہے، اگر کسی کو کوئی اعتراض ہو تو وہ مقررہ تاریخ پر حاضر عدالت ہو کر پیش کرے بصورت دیگر کارروائی یکطرفہ عمل میں لائی جائے گی۔ بحکم عدالت جناب سینئر سول جج صاحب مظفرآباد۔ ضروری اطلاع عام بذریعہ اشتہار ہذا جملہ عوام الناس کو مطلع کیا جاتا ہے کہ سائل سکنہ ضلع مظفرآباد آزاد کشمیر کا شناختی کارڈ، ڈرائیونگ لائسنس، اصل رجسٹری، فرد ملکیت، انتقال اراضی، سٹیمپ پیپر اور دیگر اہم دستاویزات گم ہو گئے ہیں جن کی تلاش بسیار کے باوجود دستیابی نہ ہو سکی ہے۔ اگر کسی صاحب کو ملیں تو متعلقہ دفتر یا سائل کو واپس کر کے مشکور ہوں۔ نیز کوئی شخص ان دستاویزات کا ناجائز استعمال کرے تو اس کا ذمہ دار خود ہوگا۔ حاضری عدالت مورخہ مقرر ہے، اگر کسی کو کوئی اعتراض ہو تو وہ مقررہ تاریخ پر حاضر عدالت ہو کر پیش کرے بصورت دیگر کارروائی یکطرفہ عمل میں لائی جائے گی۔ بحکم عدالت جناب سینئر سول جج صاحب مظفرآباد۔ ضروری اطلاع عام بذریعہ اشتہار ہذا جملہ عوام الناس کو مطلع کیا جاتا ہے کہ سائل سکنہ ضلع مظفرآباد آزاد کشمیر کا شناختی کارڈ، ڈرائیونگ لائسنس، اصل رجسٹری، فرد ملکیت، انتقال اراضی، سٹیمپ پیپر اور دیگر اہم دستاویزات گم ہو گئے ہیں جن کی تلاش بسیار کے باوجود دستیابی نہ ہو سکی ہے۔ اگر کسی صاحب کو ملیں تو متعلقہ دفتر یا سائل کو واپس کر کے مشکور ہوں۔ نیز کوئی شخص ان دستاویزات کا ناجائز استعمال کرے تو اس کا ذمہ دار خود ہوگا۔ حاضری عدالت مورخہ مقرر ہے، اگر کسی کو کوئی اعتراض ہو تو وہ مقررہ تاریخ پر حاضر عدالت ہو کر پیش کرے بصورت دیگر کارروائی یکطرفہ عمل میں لائی جائے گی۔ بحکم عدالت جناب سینئر سول جج صاحب مظفرآباد۔ (351, 1014, 430, 1326)
ad-brand-label: سیاست (196, 453, 215, 459)
ad-number: اشتہار 20 (483, 1329, 514, 1336)
ad-body: ضروری اطلاع عام بذریعہ اشتہار ہذا جملہ عوام الناس کو مطلع کیا جاتا ہے کہ سائل سکنہ ضلع مظفرآباد آزاد کشمیر کا شناختی کارڈ، ڈرائیونگ لائسنس، اصل رجسٹری، فرد ملکیت، انتقال اراضی، سٹیمپ پیپر اور دیگر اہم دستاویزات گم ہو گئے ہیں جن کی تلاش بسیار کے باوجود دستیابی نہ ہو سکی ہے۔ اگر کسی صاحب کو ملیں تو متعلقہ دفتر یا سائل کو واپس کر کے مشکور ہوں۔ نیز کوئی شخص ان دستاویزات کا ناجائز استعمال کرے تو اس کا ذمہ دار خود ہوگا۔ حاضری عدالت مورخہ مقرر ہے، اگر کسی کو کوئی اعتراض ہو تو وہ مقررہ تاریخ پر حاضر عدالت ہو کر پیش کرے بصورت دیگر کارروائی یکطرفہ عمل میں لائی جائے گی۔ بحکم عدالت جناب سینئر سول جج صاحب مظفرآباد۔ (12, 1879, 92, 1984)
ad-body: ضروری اطلاع عام بذریعہ اشتہار ہذا جملہ عوام الناس کو مطلع کیا جاتا ہے کہ سائل سکنہ ضلع مظفرآباد آزاد کشمیر کا شناختی کارڈ، ڈرائیونگ لائسنس، اصل رجسٹری، فرد ملکیت، انتقال اراضی، سٹیمپ پیپر اور دیگر اہم دستاویزات گم ہو گئے ہیں جن کی تلاش بسیار کے باوجود دستیابی نہ ہو سکی ہے۔ اگر کسی صاحب کو ملیں تو متعلقہ دفتر یا سائل کو واپس کر کے مشکور ہوں۔ نیز کوئی شخص ان دستاویزات کا ناجائز استعمال کرے تو اس کا ذمہ دار خود ہوگا۔ حاضری عدالت مورخہ مقرر ہے، اگر کسی کو کوئی اعتراض ہو تو وہ مقررہ تاریخ پر حاضر عدالت ہو کر پیش کرے بصورت دیگر کارروائی یکطرفہ عمل میں لائی جائے گی۔ بحکم عدالت جناب سینئر سول جج صاحب مظفرآباد۔ ضروری اطلاع عام بذریعہ اشتہار ہذا جملہ عوام الناس کو مطلع کیا جاتا ہے کہ سائل سکنہ ضلع مظفرآباد آزاد کشمیر کا شناختی کارڈ، ڈرائیونگ لائسنس، اصل رجسٹری، فرد ملکیت، انتقال اراضی، سٹیمپ پیپر اور دیگر اہم دستاویزات گم ہو گئے ہیں جن کی تلاش بسیار کے باوجود دستیابی نہ ہو سکی ہے۔ اگر کسی صاحب کو ملیں تو متعلقہ دفتر یا سائل کو واپس کر کے مشکور ہوں۔ نیز کوئی شخص ان دستاویزات کا ناجائز استعمال کرے تو اس کا ذمہ دار خود ہوگا۔ حاضری عدالت مورخہ مقرر ہے، اگر کسی کو کوئی اعتراض ہو تو وہ مقررہ تاریخ پر حاضر عدالت ہو کر پیش کرے بصورت دیگر کارروائی یکطرفہ عمل میں لائی جائے گی۔ بحکم عدالت جناب سینئر سول جج صاحب مظفرآباد۔ ضروری اطلاع عام بذریعہ اشتہار ہذا جملہ عوام الناس کو مطلع کیا جاتا ہے کہ سائل سکنہ ضلع مظفرآباد آزاد کشمیر کا شناختی کارڈ، ڈرائیونگ لائسنس، اصل رجسٹری، فرد ملکیت، انتقال اراضی، سٹیمپ پیپر اور دیگر اہم دستاویزات گم ہو گئے ہیں جن کی تلاش بسیار کے باوجود دستیابی نہ ہو سکی ہے۔ اگر کسی صاحب کو ملیں تو متعلقہ دفتر یا سائل کو واپس کر کے مشکور ہوں۔ نیز کوئی شخص ان دستاویزات کا ناجائز استعمال کرے تو اس کا ذمہ دار خود ہوگا۔ حاضری عدالت مورخہ مقرر ہے، اگر کسی کو کوئی اعتراض ہو تو وہ مقررہ تاریخ پر حاضر عدالت ہو کر پیش کرے بصورت دیگر کارروائی یکطرفہ عمل میں لائی جائے گی۔ بحکم عدالت جناب سینئر سول جج صاحب مظفرآباد۔ (436, 22, 515, 333)
border-ornament (1, 456, 9, 498)
ad-number: اشتہار 6 (656, 1007, 684, 1013)
ad-header (267, 1329, 345, 1336)
border-ornament (687, 102, 695, 143)
ad-brand-label: سیاست (622, 14, 640, 20)
ad-number: اشتہار 34 (314, 1329, 345, 1336)
ad-brand-label: سیاست (112, 672, 130, 677)
classified-ad (97, 1664, 176, 1984)
classified-ad (351, 787, 430, 1003)
classified-ad (521, 1213, 600, 1326)
ad-body: ضروری اطلاع عام بذریعہ اشتہار ہذا جملہ عوام الناس کو مطلع کیا جاتا ہے کہ سائل سکنہ ضلع مظفرآباد آزاد کشمیر کا شناختی کارڈ، ڈرائیونگ لائسنس، اصل رجسٹری، فرد ملکیت، انتقال اراضی، سٹیمپ پیپر اور دیگر اہم دستاویزات گم ہو گئے ہیں جن کی تلاش بسیار کے باوجود دستیابی نہ ہو سکی ہے۔ اگر کسی صاحب کو ملیں تو متعلقہ دفتر یا سائل کو واپس کر کے مشکور ہوں۔ نیز کوئی شخص ان دستاویزات کا ناجائز استعمال کرے تو اس کا ذمہ دار خود ہوگا۔ حاضری عدالت مورخہ مقرر ہے، اگر کسی کو کوئی اعتراض ہو تو وہ مقررہ تاریخ پر حاضر عدالت ہو کر پیش کرے بصورت دیگر کارروائی یکطرفہ عمل میں لائی جائے گی۔ بحکم عدالت جناب سینئر سول جج صاحب مظفرآباد۔ ضروری اطلاع عام بذریعہ اشتہار ہذا جملہ عوام الناس کو مطلع کیا جاتا ہے کہ سائل سکنہ ضلع مظفرآباد آزاد کشمیر کا شناختی کارڈ، ڈرائیونگ لائسنس، اصل رجسٹری، فرد ملکیت، انتقال اراضی، سٹیمپ پیپر اور دیگر اہم دستاویزات گم ہو گئے ہیں جن کی تلاش بسیار کے باوجود دستیابی نہ ہو سکی ہے۔ اگر کسی صاحب کو ملیں تو متعلقہ دفتر یا سائل کو واپس کر کے مشکور ہوں۔ نیز کوئی شخص ان دستاویزات کا ناجائز استعمال کرے تو اس کا ذمہ دار خود ہوگا۔ حاضری عدالت مورخہ مقرر ہے، اگر کسی کو کوئی اعتراض ہو تو وہ مقررہ تاریخ پر حاضر عدالت ہو کر پیش کرے بصورت دیگر کارروائی یکطرفہ عمل میں لائی جائے گی۔ بحکم عدالت جناب سینئر سول جج صاحب مظفرآباد۔ ضروری اطلاع عام بذریعہ اشتہار ہذا جملہ عوام الناس کو مطلع کیا جاتا ہے کہ سائل سکنہ ضلع مظفرآباد آزاد کشمیر کا شناختی کارڈ، ڈرائیونگ لائسنس، اصل رجسٹری، فرد ملکیت، انتقال اراضی، سٹیمپ پیپر اور دیگر اہم دستاویزات گم ہو گئے ہیں جن کی تلاش بسیار کے باوجود دستیابی نہ ہو سکی ہے۔ اگر کسی صاحب کو ملیں تو متعلقہ دفتر یا سائل کو واپس کر کے مشکور ہوں۔ نیز کوئی شخص ان دستاویزات کا ناجائز استعمال کرے تو اس کا ذمہ دار خود ہوگا۔ حاضری عدالت مورخہ مقرر ہے، اگر کسی کو کوئی اعتراض ہو تو وہ مقررہ تاریخ پر حاضر عدالت ہو کر پیش کرے بصورت دیگر کارروائی یکطرفہ عمل میں لائی جائے گی۔ بحکم عدالت جناب سینئر سول جج صاحب مظفرآباد۔ (12, 1556, 92, 1868)
ad-body: ضروری اطلاع عام بذریعہ اشتہار ہذا جملہ عوام الناس کو مطلع کیا جاتا ہے کہ سائل سکنہ ضلع مظفرآباد آزاد کشمیر کا شناختی کارڈ، ڈرائیونگ لائسنس، اصل رجسٹری، فرد ملکیت، انتقال اراضی، سٹیمپ پیپر اور دیگر اہم دستاویزات گم ہو گئے ہیں جن کی (12, 2537, 92, 2576)
classified-ad (605, 348, 684, 668)
ad-number: اشتہار 64 (60, 1549, 91, 1555)
ad-body: ضروری اطلاع عام بذریعہ اشتہار ہذا جملہ عوام الناس کو مطلع کیا جاتا ہے کہ سائل سکنہ ضلع مظفرآباد آزاد کشمیر کا شناختی کارڈ، ڈرائیونگ لائسنس، اصل رجسٹری، فرد ملکیت، انتقال اراضی، سٹیمپ پیپر اور دیگر اہم دستاویزات گم ہو گئے ہیں جن کی تلاش بسیار کے باوجود دستیابی نہ ہو سکی ہے۔ اگر کسی صاحب کو ملیں تو متعلقہ دفتر یا سائل کو واپس کر کے مشکور ہوں۔ نیز کوئی شخص ان دستاویزات کا ناجائز استعمال کرے تو اس کا ذمہ دار خود ہوگا۔ حاضری عدالت مورخہ مقرر ہے، اگر کسی کو کوئی اعتراض ہو تو وہ مقررہ تاریخ پر حاضر عدالت ہو کر پیش کرے بصورت دیگر کارروائی یکطرفہ عمل میں لائی جائے گی۔ بحکم عدالت جناب سینئر سول جج صاحب مظفرآباد۔ ضروری اطلاع عام بذریعہ اشتہار ہذا جملہ عوام الناس کو مطلع کیا جاتا ہے کہ سائل سکنہ ضلع مظفرآباد آزاد کشمیر کا شناختی کارڈ، ڈرائیونگ لائسنس، اصل رجسٹری، فرد ملکیت، انتقال اراضی، سٹیمپ پیپر اور دیگر اہم دستاویزات گم ہو گئے ہیں جن کی تلاش بسیار کے باوجود دستیابی نہ ہو سکی ہے۔ اگر کسی صاحب کو ملیں تو متعلقہ دفتر یا سائل کو واپس کر کے مشکور ہوں۔ نیز کوئی شخص ان دستاویزات کا ناجائز استعمال کرے تو اس کا ذمہ دار خود ہوگا۔ حاضری عدالت مورخہ مقرر ہے، اگر کسی کو کوئی اعتراض ہو تو وہ مقررہ تاریخ پر حاضر عدالت ہو کر پیش کرے بصورت دیگر کارروائی یکطرفہ عمل میں لائی جائے گی۔ بحکم عدالت جناب سینئر سول جج صاحب مظفرآباد۔ (12, 679, 92, 887)
ad-brand-label: سیاست (281, 1214, 300, 1220)
masthead (0, 0, 696, 11)
ad-brand-label: سیاست (535, 1214, 554, 1220)
ad-brand-label: سیاست (27, 1872, 45, 1877)
ad-number: اشتہار 54 (144, 1445, 175, 1452)
ad-header (351, 787, 430, 794)
ad-body: ضروری اطلاع عام بذریعہ اشتہار ہذا جملہ عوام الناس کو مطلع کیا جاتا ہے کہ سائل سکنہ ضلع مظفرآباد آزاد کشمیر کا شناختی کارڈ، ڈرائیونگ لائسنس، اصل رجسٹری، فرد ملکیت، انتقال اراضی، سٹیمپ پیپر اور دیگر اہم دستاویزات گم ہو گئے ہیں جن کی تلاش بسیار کے باوجود دستیابی نہ ہو سکی ہے۔ اگر کسی صاحب کو ملیں تو متعلقہ دفتر یا سائل کو واپس کر کے مشکور ہوں۔ نیز کوئی شخص ان دستاویزات کا ناجائز استعمال کرے تو اس کا ذمہ دار خود ہوگا۔ حاضری عدالت مورخہ مقرر ہے، اگر کسی کو کوئی اعتراض ہو تو وہ مقررہ تاریخ پر حاضر عدالت ہو کر پیش کرے بصورت دیگر کارروائی یکطرفہ عمل میں لائی جائے گی۔ بحکم عدالت جناب سینئر سول جج صاحب مظفرآباد۔ ضروری اطلاع عام بذریعہ اشتہار ہذا جملہ عوام الناس کو مطلع کیا جاتا ہے کہ سائل سکنہ ضلع مظفرآباد آزاد کشمیر کا شناختی کارڈ، ڈرائیونگ لائسنس، اصل رجسٹری، فرد ملکیت، انتقال اراضی، سٹیمپ پیپر اور دیگر اہم دستاویزات گم ہو گئے ہیں جن کی تلاش بسیار کے باوجود دستیابی نہ ہو سکی ہے۔ اگر کسی صاحب کو ملیں تو متعلقہ دفتر یا سائل کو واپس کر کے مشکور ہوں۔ نیز کوئی شخص ان دستاویزات کا ناجائز استعمال کرے تو اس کا ذمہ دار خود ہوگا۔ حاضری عدالت مورخہ مقرر ہے، اگر کسی کو کوئی اعتراض ہو تو وہ مقررہ تاریخ پر حاضر عدالت ہو کر پیش کرے بصورت دیگر کارروائی یکطرفہ عمل میں لائی جائے گی۔ بحکم عدالت جناب سینئر سول جج صاحب مظفرآباد۔ (436, 1117, 515, 1326)
ad-brand-label: سیاست (112, 1988, 130, 1993)
border-ornament (1, 146, 9, 188)
page-number: (3) (343, 2, 351, 9)
ad-number: اشتہار 19 (483, 1110, 514, 1117)
ad-header (182, 1329, 261, 1336)
ad-header (182, 452, 261, 460)
ad-header (351, 671, 430, 679)
ad-header (605, 129, 684, 137)
ad-number: اشتہار 31 (314, 672, 345, 679)
ad-brand-label: سیاست (451, 1110, 469, 1116)
ad-header (12, 1213, 91, 1221)
ad-number: اشتہار 27 (399, 1329, 429, 1336)
border-ornament (687, 146, 695, 188)
ad-body: ضروری اطلاع عام بذریعہ اشتہار ہذا جملہ عوام الناس کو مطلع کیا جاتا ہے کہ سائل سکنہ ضلع مظفرآباد آزاد کشمیر کا شناختی کارڈ، ڈرائیونگ لائسنس، اصل رجسٹری، فرد ملکیت، انتقال اراضی، سٹیمپ پیپر اور دیگر اہم دستاویزات گم ہو گئے ہیں جن کی تلاش بسیار کے باوجود دستیابی نہ ہو سکی ہے۔ اگر کسی صاحب کو ملیں تو متعلقہ دفتر یا سائل کو واپس کر کے مشکور ہوں۔ نیز کوئی شخص ان دستاویزات کا ناجائز استعمال کرے تو اس کا ذمہ دار خود ہوگا۔ حاضری عدالت مورخہ مقرر ہے، اگر کسی کو کوئی اعتراض ہو تو وہ مقررہ تاریخ پر حاضر عدالت ہو کر پیش کرے بصورت دیگر کارروائی یکطرفہ عمل میں لائی جائے گی۔ بحکم عدالت جناب سینئر سول جج صاحب مظفرآباد۔ (605, 679, 684, 784)
classified-ad (12, 1213, 91, 1326)
ad-body: ضروری اطلاع عام بذریعہ اشتہار ہذا جملہ عوام الناس کو مطلع کیا جاتا ہے کہ سائل سکنہ ضلع مظفرآباد آزاد کشمیر کا شناختی کارڈ، ڈرائیونگ لائسنس، اصل رجسٹری، فرد ملکیت، انتقال اراضی، سٹیمپ پیپر اور دیگر اہم دستاویزات گم ہو گئے ہیں جن کی تلاش بسیار کے باوجود دستیابی نہ ہو سکی ہے۔ اگر کسی صاحب کو ملیں تو متعلقہ دفتر یا سائل کو واپس کر کے مشکور ہوں۔ نیز کوئی شخص ان دستاویزات کا ناجائز استعمال کرے تو اس کا ذمہ دار خود ہوگا۔ حاضری عدالت مورخہ مقرر ہے، اگر کسی کو کوئی اعتراض ہو تو وہ مقررہ تاریخ پر حاضر عدالت ہو کر پیش کرے بصورت دیگر کارروائی یکطرفہ عمل میں لائی جائے گی۔ بحکم عدالت جناب سینئر سول جج صاحب مظفرآباد۔ (266, 1879, 345, 1984)
border-ornament (687, 855, 695, 896)
ad-body: ضروری اطلاع عام بذریعہ اشتہار ہذا جملہ عوام الناس کو مطلع کیا جاتا ہے کہ سائل سکنہ ضلع مظفرآباد آزاد کشمیر کا شناختی کارڈ، ڈرائیونگ لائسنس، اصل رجسٹری، فرد ملکیت، انتقال اراضی، سٹیمپ پیپر اور دیگر اہم دستاویزات گم ہو گئے ہیں جن کی تلاش بسیار کے باوجود دستیابی نہ ہو سکی ہے۔ اگر کسی صاحب کو ملیں تو متعلقہ دفتر یا سائل کو واپس کر کے مشکور ہوں۔ نیز کوئی شخص ان دستاویزات کا ناجائز استعمال کرے تو اس کا ذمہ دار خود ہوگا۔ حاضری عدالت مورخہ مقرر ہے، اگر کسی کو کوئی اعتراض ہو تو وہ مقررہ تاریخ پر حاضر عدالت ہو کر پیش کرے بصورت دیگر کارروائی یکطرفہ عمل میں لائی جائے گی۔ بحکم عدالت جناب سینئر سول جج صاحب مظفرآباد۔ (266, 564, 345, 668)
border-ornament (1, 988, 9, 1029)
ad-body: ضروری اطلاع عام بذریعہ اشتہار ہذا جملہ عوام الناس کو مطلع کیا جاتا ہے کہ سائل سکنہ ضلع مظفرآباد آزاد کشمیر کا شناختی کارڈ، ڈرائیونگ لائسنس، اصل رجسٹری، فرد ملکیت، انتقال اراضی، سٹیمپ پیپر اور دیگر اہم دستاویزات گم ہو گئے ہیں جن کی تلاش بسیار کے باوجود دستیابی نہ ہو سکی ہے۔ اگر کسی صاحب کو ملیں تو متعلقہ دفتر یا سائل کو واپس کر کے مشکور ہوں۔ نیز کوئی شخص ان دستاویزات کا ناجائز استعمال کرے تو اس کا ذمہ دار خود ہوگا۔ حاضری عدالت مورخہ مقرر ہے، اگر کسی کو کوئی اعتراض ہو تو وہ مقررہ تاریخ پر حاضر عدالت ہو کر پیش کرے بصورت دیگر کارروائی یکطرفہ عمل میں لائی جائے گی۔ بحکم عدالت جناب سینئر سول جج صاحب مظفرآباد۔ (351, 679, 430, 784)
ad-number: اشتہار 66 (60, 1987, 91, 1994)
classified-ad (182, 1329, 261, 1649)
ad-number: اشتہار 43 (229, 1329, 260, 1336)
border-ornament (1, 324, 9, 365)
classified-ad (267, 1213, 345, 1326)
ad-header (521, 555, 600, 563)
border-ornament (687, 279, 695, 320)
ad-brand-label: سیاست (27, 233, 45, 239)
ad-brand-label: سیاست (537, 233, 555, 239)
ad-number: اشتہار 9 (572, 556, 599, 563)
ad-header (97, 1329, 176, 1336)
ad-brand-label: سیاست (366, 672, 384, 677)
ad-number: اشتہار 4 (656, 672, 684, 679)
ad-number: اشتہار 15 (483, 337, 514, 344)
border-ornament (1, 102, 9, 143)
ad-header (12, 555, 91, 563)
classified-ad (97, 1987, 176, 2099)
border-ornament (1, 368, 9, 409)
classified-ad (351, 13, 430, 126)
ad-brand-label: سیاست (622, 787, 640, 793)
ad-number: اشتہار 48 (144, 129, 175, 136)
ad-column (95, 13, 177, 2099)
classified-ad (12, 1987, 91, 2203)
border-ornament (1, 589, 9, 631)
ad-body: ضروری اطلاع عام بذریعہ اشتہار ہذا جملہ عوام الناس کو مطلع کیا جاتا ہے کہ سائل سکنہ ضلع مظفرآباد آزاد کشمیر کا شناختی کارڈ، ڈرائیونگ لائسنس، اصل رجسٹری، فرد ملکیت، انتقال اراضی، سٹیمپ پیپر اور دیگر اہم دستاویزات گم ہو گئے ہیں جن کی تلاش بسیار کے باوجود دستیابی نہ ہو سکی ہے۔ اگر کسی صاحب کو ملیں تو متعلقہ دفتر یا سائل کو واپس کر کے مشکور ہوں۔ نیز کوئی شخص ان دستاویزات کا ناجائز استعمال کرے تو اس کا ذمہ دار خود ہوگا۔ حاضری عدالت مورخہ مقرر ہے، اگر کسی کو کوئی اعتراض ہو تو وہ مقررہ تاریخ پر حاضر عدالت ہو کر پیش کرے بصورت دیگر کارروائی یکطرفہ عمل میں لائی جائے گی۔ بحکم عدالت جناب سینئر سول جج صاحب مظفرآباد۔ ضروری اطلاع عام بذریعہ اشتہار ہذا جملہ عوام الناس کو مطلع کیا جاتا ہے کہ سائل سکنہ ضلع مظفرآباد آزاد کشمیر کا شناختی کارڈ، ڈرائیونگ لائسنس، اصل رجسٹری، فرد ملکیت، انتقال اراضی، سٹیمپ پیپر اور دیگر اہم دستاویزات گم ہو گئے ہیں جن کی تلاش بسیار کے باوجود دستیابی نہ ہو سکی ہے۔ اگر کسی صاحب کو ملیں تو متعلقہ دفتر یا سائل کو واپس کر کے مشکور ہوں۔ نیز کوئی شخص ان دستاویزات کا ناجائز استعمال کرے تو اس کا ذمہ دار خود ہوگا۔ حاضری عدالت مورخہ مقرر ہے، اگر کسی کو کوئی اعتراض ہو تو وہ مقررہ تاریخ پر حاضر عدالت ہو کر پیش کرے بصورت دیگر کارروائی یکطرفہ عمل میں لائی جائے گی۔ بحکم عدالت جناب سینئر سول جج صاحب مظفرآباد۔ ضروری اطلاع عام بذریعہ اشتہار ہذا جملہ عوام الناس کو مطلع کیا جاتا ہے کہ سائل سکنہ ضلع مظفرآباد آزاد کشمیر کا شناختی کارڈ، ڈرائیونگ لائسنس، اصل رجسٹری، فرد ملکیت، انتقال اراضی، سٹیمپ پیپر اور دیگر اہم دستاویزات گم ہو گئے ہیں جن کی تلاش بسیار کے باوجود دستیابی نہ ہو سکی ہے۔ اگر کسی صاحب کو ملیں تو متعلقہ دفتر یا سائل کو واپس کر کے مشکور ہوں۔ نیز کوئی شخص ان دستاویزات کا ناجائز استعمال کرے تو اس کا ذمہ دار خود ہوگا۔ حاضری عدالت مورخہ مقرر ہے، اگر کسی کو کوئی اعتراض ہو تو وہ مقررہ تاریخ پر حاضر عدالت ہو کر پیش کرے بصورت دیگر کارروائی یکطرفہ عمل میں لائی جائے گی۔ بحکم عدالت جناب سینئر سول جج صاحب مظفرآباد۔ (181, 679, 261, 991)
ad-body: ضروری اطلاع عام بذریعہ اشتہار ہذا جملہ عوام الناس کو مطلع کیا جاتا ہے کہ سائل سکنہ ضلع مظفرآباد آزاد کشمیر کا شناختی کارڈ، ڈرائیونگ لائسنس، اصل رجسٹری، فرد ملکیت، انتقال اراضی، سٹیمپ پیپر اور دیگر اہم دستاویزات گم ہو گئے ہیں جن کی تلاش بسیار کے باوجود دستیابی نہ ہو سکی ہے۔ اگر کسی صاحب کو ملیں تو متعلقہ دفتر یا سائل کو واپس کر کے مشکور ہوں۔ نیز کوئی شخص ان دستاویزات کا ناجائز استعمال کرے تو اس کا ذمہ دار خود ہوگا۔ حاضری عدالت مورخہ مقرر ہے، اگر کسی کو کوئی اعتراض ہو تو وہ مقررہ تاریخ پر حاضر عدالت ہو کر پیش کرے بصورت دیگر کارروائی یکطرفہ عمل میں لائی جائے گی۔ بحکم عدالت جناب سینئر سول جج صاحب مظفرآباد۔ ضروری اطلاع عام بذریعہ اشتہار ہذا جملہ عوام الناس کو مطلع کیا جاتا ہے کہ سائل سکنہ ضلع مظفرآباد آزاد کشمیر کا شناختی کارڈ، ڈرائیونگ لائسنس، اصل رجسٹری، فرد ملکیت، انتقال اراضی، سٹیمپ پیپر اور دیگر اہم دستاویزات گم ہو گئے ہیں جن کی تلاش بسیار کے باوجود دستیابی نہ ہو سکی ہے۔ اگر کسی صاحب کو ملیں تو متعلقہ دفتر یا سائل کو واپس کر کے مشکور ہوں۔ نیز کوئی شخص ان دستاویزات کا ناجائز استعمال کرے تو اس کا ذمہ دار خود ہوگا۔ حاضری عدالت مورخہ مقرر ہے، اگر کسی کو کوئی اعتراض ہو تو وہ مقررہ تاریخ پر حاضر عدالت ہو کر پیش کرے بصورت دیگر کارروائی یکطرفہ عمل میں لائی جائے گی۔ بحکم عدالت جناب سینئر سول جج صاحب مظفرآباد۔ (605, 137, 684, 345)
ad-header (97, 1987, 176, 1994)
ad-header (97, 1664, 176, 1671)
ad-number: اشتہار 45 (229, 1768, 260, 1775)
ad-number: اشتہار 36 (314, 1872, 345, 1878)
ad-body: ضروری اطلاع عام بذریعہ اشتہار ہذا جملہ عوام الناس کو مطلع کیا جاتا ہے کہ سائل سکنہ ضلع مظفرآباد آزاد کشمیر کا شناختی کارڈ، ڈرائیونگ لائسنس، اصل رجسٹری، فرد ملکیت، انتقال اراضی، سٹیمپ پیپر اور دیگر اہم دستاویزات گم ہو گئے ہیں جن کی تلاش بسیار کے باوجود دستیابی نہ ہو سکی ہے۔ اگر کسی صاحب کو ملیں تو متعلقہ دفتر یا سائل کو واپس کر کے مشکور ہوں۔ نیز کوئی شخص ان دستاویزات کا ناجائز استعمال کرے تو اس کا ذمہ دار خود ہوگا۔ حاضری عدالت مورخہ مقرر ہے، اگر کسی کو کوئی اعتراض ہو تو وہ مقررہ تاریخ پر حاضر عدالت ہو کر پیش کرے بصورت دیگر کارروائی یکطرفہ عمل میں لائی جائے گی۔ بحکم عدالت جناب سینئر سول جج صاحب مظفرآباد۔ ضروری اطلاع عام بذریعہ اشتہار ہذا جملہ عوام الناس کو مطلع کیا جاتا ہے کہ سائل سکنہ ضلع مظفرآباد آزاد کشمیر کا شناختی کارڈ، ڈرائیونگ لائسنس، اصل رجسٹری، فرد ملکیت، انتقال اراضی، سٹیمپ پیپر اور دیگر اہم دستاویزات گم ہو گئے ہیں جن کی تلاش بسیار کے باوجود دستیابی نہ ہو سکی ہے۔ اگر کسی صاحب کو ملیں تو متعلقہ دفتر یا سائل کو واپس کر کے مشکور ہوں۔ نیز کوئی شخص ان دستاویزات کا ناجائز استعمال کرے تو اس کا ذمہ دار خود ہوگا۔ حاضری عدالت مورخہ مقرر ہے، اگر کسی کو کوئی اعتراض ہو تو وہ مقررہ تاریخ پر حاضر عدالت ہو کر پیش کرے بصورت دیگر کارروائی یکطرفہ عمل میں لائی جائے گی۔ بحکم عدالت جناب سینئر سول جج صاحب مظفرآباد۔ ضروری اطلاع عام بذریعہ اشتہار ہذا جملہ عوام الناس کو مطلع کیا جاتا ہے کہ سائل سکنہ ضلع مظفرآباد آزاد کشمیر کا شناختی کارڈ، ڈرائیونگ لائسنس، اصل رجسٹری، فرد ملکیت، انتقال اراضی، سٹیمپ پیپر اور دیگر اہم دستاویزات گم ہو گئے ہیں جن کی تلاش بسیار کے باوجود دستیابی نہ ہو سکی ہے۔ اگر کسی صاحب کو ملیں تو متعلقہ دفتر یا سائل کو واپس کر کے مشکور ہوں۔ نیز کوئی شخص ان دستاویزات کا ناجائز استعمال کرے تو اس کا ذمہ دار خود ہوگا۔ حاضری عدالت مورخہ مقرر ہے، اگر کسی کو کوئی اعتراض ہو تو وہ مقررہ تاریخ پر حاضر عدالت ہو کر پیش کرے بصورت دیگر کارروائی یکطرفہ عمل میں لائی جائے گی۔ بحکم عدالت جناب سینئر سول جج صاحب مظفرآباد۔ (12, 241, 92, 552)
border-ornament (687, 634, 695, 675)
ad-brand-label: سیاست (112, 130, 130, 135)
ad-body: ضروری اطلاع عام بذریعہ اشتہار ہذا جملہ عوام الناس کو مطلع کیا جاتا ہے کہ سائل سکنہ ضلع مظفرآباد آزاد کشمیر کا شناختی کارڈ، ڈرائیونگ لائسنس، اصل رجسٹری، فرد ملکیت، انتقال اراضی، سٹیمپ پیپر اور دیگر اہم دستاویزات گم ہو گئے ہیں جن کی تلاش بسیار کے باوجود دستیابی نہ ہو سکی ہے۔ اگر کسی صاحب کو ملیں تو متعلقہ دفتر یا سائل کو واپس کر کے مشکور ہوں۔ نیز کوئی شخص ان دستاویزات کا ناجائز استعمال کرے تو اس کا ذمہ دار خود ہوگا۔ حاضری عدالت مورخہ مقرر ہے، اگر کسی کو کوئی اعتراض ہو تو وہ مقررہ تاریخ پر حاضر عدالت ہو کر پیش کرے بصورت دیگر کارروائی یکطرفہ عمل میں لائی جائے گی۔ بحکم عدالت جناب سینئر سول جج صاحب مظفرآباد۔ ضروری اطلاع عام بذریعہ اشتہار ہذا جملہ عوام الناس کو مطلع کیا جاتا ہے کہ سائل سکنہ ضلع مظفرآباد آزاد کشمیر کا شناختی کارڈ، ڈرائیونگ لائسنس، اصل رجسٹری، فرد ملکیت، انتقال اراضی، سٹیمپ پیپر اور دیگر اہم دستاویزات گم ہو گئے ہیں جن کی تلاش بسیار کے باوجود دستیابی نہ ہو سکی ہے۔ اگر کسی صاحب کو ملیں تو متعلقہ دفتر یا سائل کو واپس کر کے مشکور ہوں۔ نیز کوئی شخص ان دستاویزات کا ناجائز استعمال کرے تو اس کا ذمہ دار خود ہوگا۔ حاضری عدالت مورخہ مقرر ہے، اگر کسی کو کوئی اعتراض ہو تو وہ مقررہ تاریخ پر حاضر عدالت ہو کر پیش کرے بصورت دیگر کارروائی یکطرفہ عمل میں لائی جائے گی۔ بحکم عدالت جناب سینئر سول جج صاحب مظفرآباد۔ (266, 679, 345, 887)
ad-header (436, 994, 515, 1002)
ad-number: اشتہار 10 (568, 672, 599, 679)
border-ornament (687, 589, 695, 631)
ad-brand-label: سیاست (281, 1549, 300, 1554)
ad-number: اشتہار 53 (144, 1329, 175, 1336)
ad-number: اشتہار 21 (399, 14, 429, 21)
ad-brand-label: سیاست (27, 14, 45, 20)
ad-brand-label: سیاست (535, 1330, 554, 1335)
border-ornament (1, 944, 9, 985)
classified-ad (351, 129, 430, 345)
ad-brand-label: سیاست (196, 1653, 215, 1658)
ad-number: اشتہار 63 (60, 1329, 91, 1336)
border-ornament (687, 456, 695, 498)
ad-header (351, 348, 430, 356)
ad-body: ضروری اطلاع عام بذریعہ اشتہار ہذا جملہ عوام الناس کو مطلع کیا جاتا ہے کہ سائل سکنہ ضلع مظفرآباد آزاد کشمیر کا شناختی کارڈ، ڈرائیونگ لائسنس، اصل رجسٹری، فرد ملکیت، انتقال اراضی، سٹیمپ پیپر اور دیگر اہم دستاویزات گم ہو گئے ہیں جن کی تلاش بسیار کے باوجود دستیابی نہ ہو سکی ہے۔ اگر کسی صاحب کو ملیں تو متعلقہ دفتر یا سائل کو واپس کر کے مشکور ہوں۔ نیز کوئی شخص ان دستاویزات کا ناجائز استعمال کرے تو اس کا ذمہ دار خود ہوگا۔ حاضری عدالت مورخہ مقرر ہے، اگر کسی کو کوئی اعتراض ہو تو وہ مقررہ تاریخ پر حاضر عدالت ہو کر پیش کرے بصورت دیگر کارروائی یکطرفہ عمل میں لائی جائے گی۔ بحکم عدالت جناب سینئر سول جج صاحب مظفرآباد۔ (12, 564, 92, 668)
classified-ad (267, 555, 345, 668)
classified-ad (97, 1445, 176, 1661)
classified-ad (267, 13, 345, 230)
ad-header (97, 129, 176, 137)
ad-brand-label: سیاست (451, 14, 469, 20)
classified-ad (267, 233, 345, 553)
ad-header (182, 671, 261, 679)
classified-ad (605, 671, 684, 784)
ad-brand-label: سیاست (281, 1330, 300, 1335)
